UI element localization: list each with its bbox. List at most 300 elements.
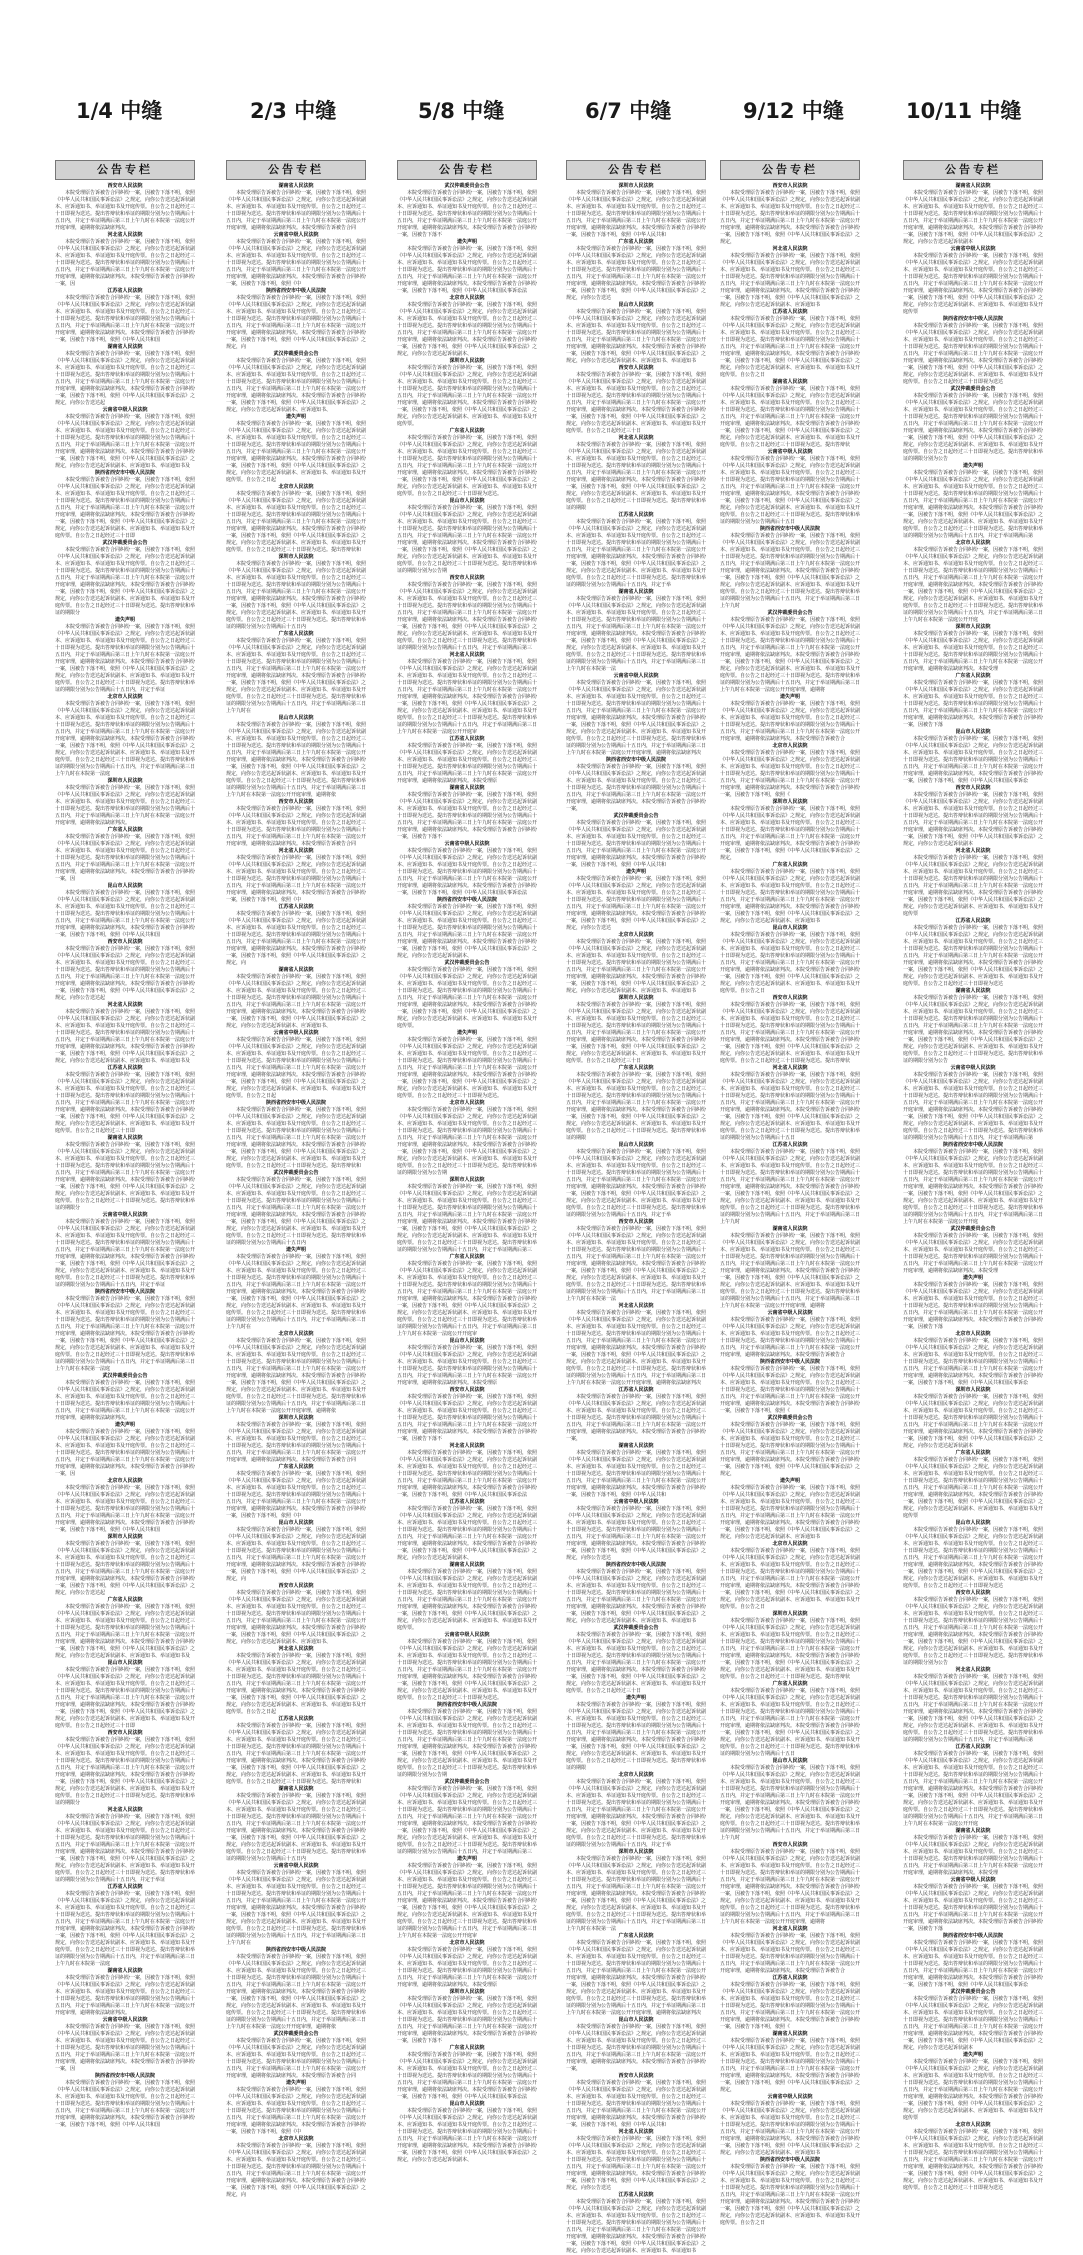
notice-paragraph: 本院受理原告诉被告合同纠纷一案，因被告下落不明，依照《中华人民共和国民事诉讼法》之规定，向你公告送达起诉状副本、应诉通知书、举证通知书及开庭传票。自公告之日起经过三十日即视为送达。提出答辩状和举证的期限分别为公告期满后十五日内，并定于举证期满后第三日上午九时在本院第一法庭公开开庭审理，逾期将依法缺席判决。本院受理原告诉被告合同纠纷一案，因被告下落不明，依照《中华人民共和国 (55, 1485, 196, 1533)
notice-paragraph: 本院受理原告诉被告合同纠纷一案，因被告下落不明，依照《中华人民共和国民事诉讼法》之规定，向你公告送达起诉状副本、应诉通知书、举证通知书及开庭传票。自公告之日起经过三十日即视为送达。提出答辩状和举证的期限分别为公告期满后十五日内，并定于举证期满后第三日上午九时在本院第一法庭公开开庭审理，逾期将依法缺席判决。本院受理原告诉被告合同纠纷一案，因被告下落不明，依照《中华人民共和国民事诉讼法》之规定，向你公告送达起诉状副本、应诉通知书、举证通知书及开庭传票。自公告之日 (720, 2164, 861, 2226)
notice-paragraph: 本院受理原告诉被告合同纠纷一案，因被告下落不明，依照《中华人民共和国民事诉讼法》之规定，向你公告送达起诉状副本、应诉通知书、举证通知书及开庭传票。自公告之日起经过三十日即视为送达。提出答辩状和举证的期限分别为公告期满后十五日内，并定于举证期满后第三日上午九时在本院第一法庭公开开庭审理，逾期将依法缺席判决。本院受理原告诉被告合同纠纷一案，因被告下落不明，依照《中华人民共和国民事诉讼法》之规定，向你公告送达起诉状副本、应诉通知书、举证通知书及开庭传票。自公告之日起经过三十日即视为送达。提出答辩状和举证的期限分别为公告 (903, 995, 1044, 1064)
notice-paragraph: 本院受理原告诉被告合同纠纷一案，因被告下落不明，依照《中华人民共和国民事诉讼法》之规定，向你公告送达起诉状副本、应诉通知书、举证通知书及开庭传票。自公告之日起经过三十日即视为送达。提出答辩状和举证的期限分别为公告期满后十五日内，并定于举证期满后第三日上午九时在本院第一法庭公开开庭审理，逾期将依法缺席判决。 (55, 1380, 196, 1421)
notice-title: 北京市人民法院 (772, 1541, 808, 1547)
notice-title: 昆山市人民法院 (772, 1758, 808, 1764)
notice-paragraph: 本院受理原告诉被告合同纠纷一案，因被告下落不明，依照《中华人民共和国民事诉讼法》之规定，向你公告送达起诉状副本、应诉通知书、举证通知书及开庭传票。自公告之日起经过三十日即视为送达。提出答辩状和举证的期限分别为公告期满后十五日内，并定于举证期满后第三日上午九时在本院第一法庭公开开庭审理，逾期将依法缺席判决。本院受理原告诉被告合同纠纷一案，因被告下落不明，依照《中华人民共和 (566, 190, 707, 238)
notice-title: 陕西省西安市中级人民法院 (436, 1702, 497, 1708)
notice-title: 河北省人民法院 (955, 1667, 991, 1673)
notice-paragraph: 本院受理原告诉被告合同纠纷一案，因被告下落不明，依照《中华人民共和国民事诉讼法》之规定，向你公告送达起诉状副本、应诉通知书、举证通知书及开庭传票。自公告之日起经过三十日即视为送达。提出答辩状和举证的期限分别为公告期满后十五日内，并定于举证期满后第三日上午九时在本院第一法庭公开开庭审理，逾期将依法缺席判决。本院受理原告诉被告合同纠纷一案，因被告下落不明，依照《中华人民共和国民事诉讼法》之规定，向你公告送达起诉状副本、应诉通知书、举证通知书及开庭传票。自公告之日起经过三十日即视为送达。提出答辩状和举证的期限分别为公告期 (397, 1709, 538, 1778)
notice-title: 西安市人民法院 (449, 1387, 485, 1393)
notice-title: 湖南省人民法院 (278, 1786, 314, 1792)
notice-paragraph: 本院受理原告诉被告合同纠纷一案，因被告下落不明，依照《中华人民共和国民事诉讼法》之规定，向你公告送达起诉状副本、应诉通知书、举证通知书及开庭传票。自公告之日起经过三十日即视为送达。提出答辩状和举证的期限分别为公告期满后十五日内，并定于举证期满后第三日上午九时在本院第一法庭公开开庭审理，逾期将依法缺席判决。本院受理原告诉被告合同纠纷一案， (566, 1394, 707, 1442)
notice-paragraph: 本院受理原告诉被告合同纠纷一案，因被告下落不明，依照《中华人民共和国民事诉讼法》之规定，向你公告送达起诉状副本、应诉通知书、举证通知书及开庭传票。自公告之日起经过三十日即视为送达。提出答辩状和举证的期限分别为公告期满后十五日内，并定于举证期满后第三日上午九时在本院第一法庭公开开庭审理，逾期将依法缺席判决。本院受理原告诉被告合同纠纷一案，因被告下落不明，依照《中华人民共和国民事诉讼法 (397, 1450, 538, 1498)
notice-title: 湖南省人民法院 (772, 2031, 808, 2037)
column-banner: 公告专栏 (397, 160, 537, 180)
notice-title: 江苏省人民法院 (618, 1387, 654, 1393)
notice-paragraph: 本院受理原告诉被告合同纠纷一案，因被告下落不明，依照《中华人民共和国民事诉讼法》之规定，向你公告送达起诉状副本、应诉通知书、举证通知书及开庭传票。自公告之日起经过三十日即视为送达。提出答辩状和举证的期限分别为公告期满后十五日内，并定于举证期满后第三日上午九时在本院第一法庭公开开庭审理，逾期将依法缺席判决。本院受理原告诉被告合同纠纷一案，因被告下落不明，依照《中华人民共和国民事诉讼法》之规定，向你公告送达起诉状副本、应诉通知书、举证通知书及开庭传票。 (397, 365, 538, 427)
notice-paragraph: 本院受理原告诉被告合同纠纷一案，因被告下落不明，依照《中华人民共和国民事诉讼法》之规定，向你公告送达起诉状副本、应诉通知书、举证通知书及开庭传票。自公告之日起经过三十日即视为送达。提出答辩状和举证的期限分别为公告期满后十五日内，并定于举证期满后第三日上午九时在本院第一法庭公开开庭审理，逾期将依法缺席判决。本院受理原告诉被告合同纠纷一案，因被告下落不明，依照《中华人民共和国民事诉讼法》之规定，向你公告送达起诉状副本、应诉通知书、举证通知书及开庭传票。自公告之日起经过三十日即视为送达。提出答辩状和举证的期限分别为公告期满后十五日内，并定于举证期满后第三日上午九时在本院第一法庭公开开庭审理，逾期将依 (226, 1338, 367, 1414)
notice-paragraph: 本院受理原告诉被告合同纠纷一案，因被告下落不明，依照《中华人民共和国民事诉讼法》之规定，向你公告送达起诉状副本、应诉通知书、举证通知书及开庭传票。自公告之日起经过三十日即视为送达。提出答辩状和举证的期限分别为公告期满后十五日内，并定于举证期满后第三日上午九时在本院第一法庭公开开庭审理，逾期将依法缺席判决。本院受理原告诉被告合同纠纷一案，因被告下落不明，依照《中华人民共和国民事诉讼法》之规定，向你公告送达起诉状副本、应诉通知书、举证通知书及开庭传票。自公告之日 (720, 316, 861, 378)
notice-title: 遗失声明 (285, 414, 306, 420)
notice-title: 广东省人民法院 (107, 827, 143, 833)
notice-title: 深圳市人民法院 (449, 1989, 485, 1995)
notice-title: 北京市人民法院 (618, 1772, 654, 1778)
notice-paragraph: 本院受理原告诉被告合同纠纷一案，因被告下落不明，依照《中华人民共和国民事诉讼法》之规定，向你公告送达起诉状副本、应诉通知书、举证通知书及开庭传票。自公告之日起经过三十日即视为送达。提出答辩状和举证的期限分别为公告期满后十五日内，并定于举证期满后第三日上午九时在本院第一法庭公开开庭审理，逾期将依法缺席判决。本院受理原告诉被告合同纠纷一案，因被告下落不明，依照《中华人民共和国民事诉讼法》之规定，向你公告送达起诉状副本、应诉通知书、举证通知书及开庭传票。自公告之日起经过三十日即视为送达。提出答辩状和举证的期限分别为公告期满后十五日内，并定于举证期满后第三日上午九时 (720, 533, 861, 609)
notice-title: 河北省人民法院 (107, 1002, 143, 1008)
notice-paragraph: 本院受理原告诉被告合同纠纷一案，因被告下落不明，依照《中华人民共和国民事诉讼法》之规定，向你公告送达起诉状副本、应诉通知书、举证通知书及开庭传票。自公告之日起经过三十日即视为送达。提出答辩状和举证的期限分别为公告期满后十五日内，并定于举证期满后第三日上午九时在本院第一法庭公开开庭审理，逾期将依法缺席判决。本院受理原告诉被告合同纠纷一案，因被告下落不明，依照《中华人民共和国民事诉讼法》之规定，向你公告送达起诉状副本、应诉通知书、举证通知书及开庭传票。自公告之日起经过三十日即视为送达。提出答辩状和举证的期限分别为公告期满后十五日内，并定于举证期满后第三日上午九时在本院第一法庭公开开庭审理，逾期将依法缺席判决 (566, 1940, 707, 2016)
notice-title: 遗失声明 (456, 239, 477, 245)
notice-paragraph: 本院受理原告诉被告合同纠纷一案，因被告下落不明，依照《中华人民共和国民事诉讼法》之规定，向你公告送达起诉状副本、应诉通知书、举证通知书及开庭传票。自公告之日起经过三十日即视为送达。提出答辩状和举证的期限分别为公告期满后十五日内，并定于举证期满后第三日上午九时在本院第一法庭公开开庭审理，逾期将依法缺席判决。本院受理原告诉被告合 (720, 1933, 861, 1974)
notice-body (903, 183, 1044, 2191)
notice-title: 河北省人民法院 (278, 848, 314, 854)
notice-title: 云南省中级人民法院 (950, 1877, 996, 1883)
notice-title: 江苏省人民法院 (955, 1744, 991, 1750)
notice-paragraph: 本院受理原告诉被告合同纠纷一案，因被告下落不明，依照《中华人民共和国民事诉讼法》之规定，向你公告送达起诉状副本、应诉通知书、举证通知书及开庭传票。自公告之日起经过三十日即视为送达。提出答辩状和举证的期限分别为公告期满后十五日内，并定于举证期满后第三日上午九时在本院第一法庭公开开庭审理，逾期将依法缺席判决。本院受理原告诉被告合同纠纷一案，因被告下落不明，依照《中华人民共和国民事诉讼法》之规定， (720, 806, 861, 861)
notice-paragraph: 本院受理原告诉被告合同纠纷一案，因被告下落不明，依照《中华人民共和国民事诉讼法》之规定，向你公告送达起诉状副本、应诉通知书、举证通知书及开庭传票。自公告之日起经过三十日即视为送达。提出答辩状和举证的期限分别为公告期满后十五日内，并定于举证期满后第三日上午九时在本院第一法庭公开开庭审理，逾期将依法缺席判决。本院受理原告诉被告合同纠纷一案，因被告下落不明，依照《中华人民共和国民事诉讼法》之规定，向你公告送达 (566, 246, 707, 301)
notice-paragraph: 本院受理原告诉被告合同纠纷一案，因被告下落不明，依照《中华人民共和国民事诉讼法》之规定，向你公告送达起诉状副本、应诉通知书、举证通知书及开庭传票。自公告之日起经过三十日即视为送达。提出答辩状和举证的期限分别为公告期满后十五日内，并定于举证期满后第三日上午九时在本院第一法庭公开开庭审理，逾期将依法缺席判决。本院受理原告诉被告合同纠纷一案，因被告下落不明，依照《中华人民共和国民事诉讼法》之规定，向你公告送达起诉状副本、应诉通知书、举证通知书及开庭传票。自公告之日起经过三十日即视为送达。提出答辩状和举证的期限 (566, 442, 707, 511)
notice-title: 河北省人民法院 (772, 1065, 808, 1071)
notice-paragraph: 本院受理原告诉被告合同纠纷一案，因被告下落不明，依照《中华人民共和国民事诉讼法》之规定，向你公告送达起诉状副本、应诉通知书、举证通知书及开庭传票。自公告之日起经过三十日即视为送达。提出答辩状和举证的期限分别为公告期满后十五日内，并定于举证期满后第三日上午九时在本院第一法庭公开开庭审理，逾期将依法缺席判决。本院受理原告诉被告合同纠纷一案，因被告下落不明，依照《中华人民共和国民事诉讼法》之规定，向你公告送达 (566, 2136, 707, 2191)
notice-title: 云南省中级人民法院 (102, 2017, 148, 2023)
notice-paragraph: 本院受理原告诉被告合同纠纷一案，因被告下落不明，依照《中华人民共和国民事诉讼法》之规定，向你公告送达起诉状副本、应诉通知书、举证通知书及开庭传票。自公告之日起经过三十日即视为送达。提出答辩状和举证的期限分别为公告期满后十五日内，并定于举证期满后第三日上午九时在本院第一法庭公开开庭审理，逾期将依法缺席判决。本院受理原告诉被告合同纠纷一案，因被告下落不明，依照《中华人民共和国民事诉讼法》之规定，向你公告送达起诉状副本、应诉通知书、举证通知书及开庭传票。自公告之日起经过三十日即视为送达。提出答辩状和举证的期限分别为公告期满后十五日内，并定于举 (566, 519, 707, 588)
notice-paragraph: 本院受理原告诉被告合同纠纷一案，因被告下落不明，依照《中华人民共和国民事诉讼法》之规定，向你公告送达起诉状副本、应诉通知书、举证通知书及开庭传票。自公告之日起经过三十日即视为送达。提出答辩状和举证的期限分别为公告期满后十五日内，并定于举证期满后第三日上午九时在本院第一法庭公开开庭审理，逾期将依法缺席判决。本院受理原告诉被告合同纠纷一案，因被告下落不明，依照《中华人民共和国民事诉讼法》之规定，向你公告送达起诉状副本、应诉通知书、举证通知书 (566, 939, 707, 994)
notice-title: 广东省人民法院 (278, 1464, 314, 1470)
notice-title: 西安市人民法院 (955, 785, 991, 791)
notice-paragraph: 本院受理原告诉被告合同纠纷一案，因被告下落不明，依照《中华人民共和国民事诉讼法》之规定，向你公告送达起诉状副本、应诉通知书、举证通知书及开庭传票。自公告之日起经过三十日即视为送达。提出答辩状和举证的期限分别为公告期满后十五日内，并定于举证期满后第三日上午九时在本院第一法庭公开开庭审理，逾期将依法缺席判决。本院受理 (903, 1233, 1044, 1274)
notice-title: 西安市人民法院 (278, 799, 314, 805)
notice-title: 江苏省人民法院 (107, 288, 143, 294)
notice-paragraph: 本院受理原告诉被告合同纠纷一案，因被告下落不明，依照《中华人民共和国民事诉讼法》之规定，向你公告送达起诉状副本、应诉通知书、举证通知书及开庭传票。自公告之日起经过三十日即视为送达。提出答辩状和举证的期限分别为公告期满后十五日内，并定于举证期满后第三日上午九时在本院第一法庭公开开庭审理，逾期将依法缺席判决。本院受理原告诉被告合同纠纷一案，因被告下落不明，依照《中华人民共和国民事诉讼法》之规定，向你公告送达起诉状副本 (903, 1996, 1044, 2051)
notice-paragraph: 本院受理原告诉被告合同纠纷一案，因被告下落不明，依照《中华人民共和国民事诉讼法》之规定，向你公告送达起诉状副本、应诉通知书、举证通知书及开庭传票。自公告之日起经过三十日即视为送达。提出答辩状和举证的期限分别为公告期满后十五日内，并定于举证期满后第三日上午九时在本院第一法庭公开开庭审理，逾期将依法缺席判决。本院受理原告诉被告合同纠纷一案，因被告下落不明，依照《中华人民共和国民事诉讼法》之规定，向你公告送达起诉状副本、应诉通知书、举证通知书及开庭传票 (903, 1457, 1044, 1519)
notice-paragraph: 本院受理原告诉被告合同纠纷一案，因被告下落不明，依照《中华人民共和国民事诉讼法》之规定，向你公告送达起诉状副本、应诉通知书、举证通知书及开庭传票。自公告之日起经过三十日即视为送达。提出答辩状和举证的期限分别为公告期满后十五日内，并定于举证期满后第三日上午九时在本院第一法庭公开开庭审理，逾期将依法缺席判决。本院受理原告诉被告合同纠纷一案， (566, 2024, 707, 2072)
notice-title: 陕西省西安市中级人民法院 (436, 897, 497, 903)
notice-paragraph: 本院受理原告诉被告合同纠纷一案，因被告下落不明，依照《中华人民共和国民事诉讼法》之规定，向你公告送达起诉状副本、应诉通知书、举证通知书及开庭传票。自公告之日起经过三十日即视为送达。提出答辩状和举证的期限分别为公告期满后十五日内，并定于举证期满后第三日上午九时在本院第一法庭公开开庭审理，逾期将依法缺席判决。本院受理原告诉被告合同纠纷一案，因被告下落不明，依照《中华人民共和国民事诉讼法》之规定，向 (226, 911, 367, 966)
notice-paragraph: 本院受理原告诉被告合同纠纷一案，因被告下落不明，依照《中华人民共和国民事诉讼法》之规定，向你公告送达起诉状副本、应诉通知书、举证通知书及开庭传票。自公告之日起经过三十日即视为送达。提出答辩状和举证的期限分别为公告期满后十五日内，并定于举证期满后第三日上午九时在本院第一法庭公开开庭审理，逾期将依法缺席判决。本院受理原告诉被告合同纠纷一案，因被告下落不明，依照《中华人民共和国民事诉讼法》之规定，向你公告送达起诉状副本、应诉通知书、举证通知书及开庭传票。自公告之日起经过三十日即视为送达。 (397, 1037, 538, 1099)
notice-paragraph: 本院受理原告诉被告合同纠纷一案，因被告下落不明，依照《中华人民共和国民事诉讼法》之规定，向你公告送达起诉状副本、应诉通知书、举证通知书及开庭传票。自公告之日起经过三十日即视为送达。提出答辩状和举证的期限分别为公告期满后十五日内，并定于举证期满后第三日上午九时在本院第一法庭公开开庭审理，逾期将依法缺席判决。本院受理原告诉被告合同纠纷一案，因被告下落不明，依照《中华人民共和国民事诉讼 (903, 1940, 1044, 1988)
notice-title: 遗失声明 (625, 869, 646, 875)
notice-paragraph: 本院受理原告诉被告合同纠纷一案，因被告下落不明，依照《中华人民共和国民事诉讼法》之规定，向你公告送达起诉状副本、应诉通知书、举证通知书及开庭传票。自公告之日起经过三十日即视为送达。提出答辩状和举证的期限分别为公告期满后十五日内，并定于举证期满后第三日上午九时在本院第一法庭公开开庭审理，逾期将依法缺席判决。本院受理原告诉被告合同纠纷一案，因被告下落不明，依照《中华人民共和国民事诉讼法》之规定，向你公告送达起诉状副本、应诉通知书、举证通知书及开庭传票。自公告之日起经过三十日即视为送达 (903, 1527, 1044, 1589)
notice-title: 深圳市人民法院 (772, 1611, 808, 1617)
notice-paragraph: 本院受理原告诉被告合同纠纷一案，因被告下落不明，依照《中华人民共和国民事诉讼法》之规定，向你公告送达起诉状副本、应诉通知书、举证通知书及开庭传票。自公告之日起经过三十日即视为送达。提出答辩状和举证的期限分别为公告期满后十五日内，并定于举证期满后第三日上午九时在本院第一法庭公开开庭审理，逾期将依法缺席判决。本院受理原告诉被告合同 (226, 806, 367, 847)
notice-title: 河北省人民法院 (618, 435, 654, 441)
notice-title: 广东省人民法院 (449, 1254, 485, 1260)
notice-paragraph: 本院受理原告诉被告合同纠纷一案，因被告下落不明，依照《中华人民共和国民事诉讼法》之规定，向你公告送达起诉状副本、应诉通知书、举证通知书及开庭传票。自公告之日起经过三十日即视为送达。提出答辩状和举证的期限分别为公告期满后十五日内，并定于举证期满后第三日上午九时在本院第一法庭公开开庭审理，逾期将依法缺席判决。本院受理原告诉被告合同纠纷一案，因被告下落不明，依照《中华人民共和国民事诉讼法》之规定，向你公告送达起诉状副本、应诉通知书、举证通知书及开庭传票。自公告之日起经过三十日即视为送达。提出答辩状和举证的期限分别为公告期 (397, 505, 538, 574)
notice-column-3 (397, 160, 538, 2163)
notice-title: 昆山市人民法院 (772, 925, 808, 931)
notice-title: 湖南省人民法院 (107, 344, 143, 350)
notice-title: 昆山市人民法院 (618, 302, 654, 308)
notice-column-5 (720, 160, 861, 2226)
notice-paragraph: 本院受理原告诉被告合同纠纷一案，因被告下落不明，依照《中华人民共和国民事诉讼法》之规定，向你公告送达起诉状副本、应诉通知书、举证通知书及开庭传票。自公告之日起经过三十日即视为送达。提出答辩状和举证的期限分别为公告期满后十五日内，并定于举证期满后第三日上午九时在本院第一法庭公开开庭审理，逾期将依法缺席判决。本院受理原告诉被告合同纠纷一案，因被告下落不明，依照《中华人民共和国民事诉讼法》之规定，向 (226, 2143, 367, 2198)
notice-paragraph: 本院受理原告诉被告合同纠纷一案，因被告下落不明，依照《中华人民共和国民事诉讼法》之规定，向你公告送达起诉状副本、应诉通知书、举证通知书及开庭传票。自公告之日起经过三十日即视为送达。提出答辩状和举证的期限分别为公告期满后十五日内，并定于举证期满后第三日上午九时在本院第一法庭公开开庭审理，逾期将依法缺席判决。本院受理原告诉被告合同纠纷一案，因被告下落不明，依照《中华人民共和国民事诉讼法》之规定，向你公告送达起诉状副本、应诉通知书、举证通知书及 (55, 1604, 196, 1659)
notice-title: 武汉仲裁委员会公告 (273, 2031, 319, 2037)
notice-paragraph: 本院受理原告诉被告合同纠纷一案，因被告下落不明，依照《中华人民共和国民事诉讼法》之规定，向你公告送达起诉状副本、应诉通知书、举证通知书及开庭传票。自公告之日起经过三十日即视为送达。提出答辩状和举证的期限分别为公告期满后十五日内，并定于举证期满后第三日上午九时在本院第一法庭公开开庭审理，逾期将依法缺席判决。本院受理原告诉被告合 (720, 1317, 861, 1358)
notice-title: 西安市人民法院 (618, 1219, 654, 1225)
column-banner: 公告专栏 (720, 160, 860, 180)
notice-paragraph: 本院受理原告诉被告合同纠纷一案，因被告下落不明，依照《中华人民共和国民事诉讼法》之规定，向你公告送达起诉状副本、应诉通知书、举证通知书及开庭传票。自公告之日起经过三十日即视为送达。提出答辩状和举证的期限分别为公告期满后十五日内，并定于举证期满后第三日上午九时在本院第一法庭公开开庭审理，逾期将依法缺席判决。本院受理原告诉被告合同纠纷一案，因被告下落不明，依照《中华人民共和国民事诉讼法》之规定，向你公告送达起诉状副本、应诉通知书、举证通知书及开庭传票。自公告之日起 (226, 1653, 367, 1715)
notice-title: 云南省中级人民法院 (444, 1632, 490, 1638)
notice-paragraph: 本院受理原告诉被告合同纠纷一案，因被告下落不明，依照《中华人民共和国民事诉讼法》之规定，向你公告送达起诉状副本、应诉通知书、举证通知书及开庭传票。自公告之日起经过三十日即视为送达。提出答辩状和举证的期限分别为公告期满后十五日内，并定于举证期满后第三日上午九时在本院第一法庭公开开庭审理，逾期将依法缺席判决。本院受理原告诉被告合同纠纷一案，因被告下落不明，依照《中华人民共和国民事诉讼法》之规定，向你公告送达起诉状副本、应诉通知书、举证通知书及开庭传票 (903, 2059, 1044, 2121)
notice-title: 深圳市人民法院 (278, 554, 314, 560)
notice-paragraph: 本院受理原告诉被告合同纠纷一案，因被告下落不明，依照《中华人民共和国民事诉讼法》之规定，向你公告送达起诉状副本、应诉通知书、举证通知书及开庭传票。自公告之日起经过三十日即视为送达。提出答辩状和举证的期限分别为公告期满后十五日内，并定于举证期满后第三日上午九时在本院第一法庭公开开庭审理，逾期将依法缺席判决。本院受理原告诉被告合同纠纷一案，因被告下落不明，依照《中华人民共和国民事诉讼法》之规定，向你公告送达起诉状副本、应诉通知书 (720, 2101, 861, 2156)
notice-paragraph: 本院受理原告诉被告合同纠纷一案，因被告下落不明，依照《中华人民共和国民事诉讼法》之规定，向你公告送达起诉状副本、应诉通知书、举证通知书及开庭传票。自公告之日起经过三十日即视为送达。提出答辩状和举证的期限分别为公告期满后十五日内，并定于举证期满后第三日上午九时在本院第一法庭公开开庭审理，逾期将依法缺席判决。本院受理原告诉被告合同纠纷一案，因被告下落不明，依照《中华人民共和国民事诉讼法》之规定，向你公告送达起诉状副本、应诉通知书、举证通知书及开庭传票。自公告之日起经过三十日即视为送达。提出答辩状和举证的期限分 (55, 1142, 196, 1211)
notice-title: 深圳市人民法院 (618, 995, 654, 1001)
notice-paragraph: 本院受理原告诉被告合同纠纷一案，因被告下落不明，依照《中华人民共和国民事诉讼法》之规定，向你公告送达起诉状副本、应诉通知书、举证通知书及开庭传票。自公告之日起经过三十日即视为送达。提出答辩状和举证的期限分别为公告期满后十五日内，并定于举证期满后第三日上午九时在本院第一法庭公开开庭审理，逾期将依法缺席判决。本院受理原告诉被告合同纠纷一案，因被告下落不明，依照《中华人民共和国民事诉讼法》之规定，向你公告送达起诉状副本、应诉通知书、举证通知书 (566, 1569, 707, 1624)
notice-title: 江苏省人民法院 (772, 309, 808, 315)
notice-paragraph: 本院受理原告诉被告合同纠纷一案，因被告下落不明，依照《中华人民共和国民事诉讼法》之规定，向你公告送达起诉状副本、应诉通知书、举证通知书及开庭传票。自公告之日起经过三十日即视为送达。提出答辩状和举证的期限分别为公告期满后十五日内，并定于举证期满后第三日上午九时在本院第一法庭公开开庭审理，逾期将依法缺席判决。本院受理原告诉被告合同纠纷一案，因被告下落不明，依照《中华人民共和国民事诉讼法》之规定，向你公告送达起诉状副本、应诉通知书、举证通知书及开庭传票。自公告之日起经过三十日即视为送达。提出答辩状和举证的期限分别为公告期满后十五日内，并定于举证期满后第三日上午九时在本院第一法庭公开开庭审理，逾期将依 (226, 722, 367, 798)
notice-paragraph: 本院受理原告诉被告合同纠纷一案，因被告下落不明，依照《中华人民共和国民事诉讼法》之规定，向你公告送达起诉状副本、应诉通知书、举证通知书及开庭传票。自公告之日起经过三十日即视为送达。提出答辩状和举证的期限分别为公告期满后十五日内，并定于举证期满后第三日上午九时在本院第一法庭公开开庭审理，逾期将依法缺席判决。本院受理原告诉被告合同纠纷一案，因被告下落不明，依照《中华人民共和国民事诉讼法》之规定，向你公告送达起诉状副本、应诉通知书、举证通知书及开庭传票。自公告之日起经过三十日即视为送达。提出答辩状和举证的期限分别为公告期满后十五日内，并定于举证期满后第三日上午九时在本院第一法庭公开开庭审 (397, 1261, 538, 1337)
notice-title: 昆山市人民法院 (955, 729, 991, 735)
column-banner: 公告专栏 (566, 160, 706, 180)
notice-title: 云南省中级人民法院 (767, 2094, 813, 2100)
notice-title: 深圳市人民法院 (107, 1534, 143, 1540)
notice-title: 武汉仲裁委员会公告 (273, 351, 319, 357)
notice-title: 陕西省西安市中级人民法院 (265, 288, 326, 294)
notice-title: 陕西省西安市中级人民法院 (759, 2157, 820, 2163)
notice-paragraph: 本院受理原告诉被告合同纠纷一案，因被告下落不明，依照《中华人民共和国民事诉讼法》之规定，向你公告送达起诉状副本、应诉通知书、举证通知书及开庭传票。自公告之日起经过三十日即视为送达。提出答辩状和举证的期限分别为公告期满后十五日内，并定于举证期满后第三日上午九时在本院第一法庭公开开庭审理，逾期将依法缺席判决。本院受理原告诉被告合同纠纷一案，因被告下落不明，依照《中华人民共和国民事诉讼法》之规定，向你公告送达起诉状副本、应诉通知书、举证通知书及 (55, 414, 196, 469)
notice-paragraph: 本院受理原告诉被告合同纠纷一案，因被告下落不明，依照《中华人民共和国民事诉讼法》之规定，向你公告送达起诉状副本、应诉通知书、举证通知书及开庭传票。自公告之日起经过三十日即视为送达。提出答辩状和举证的期限分别为公告期满后十五日内，并定于举证期满后第三日上午九时在本院第一法庭公开开庭审理，逾期将依法缺席判决。本院受理原告诉被告合同纠纷一案，因被告下落不明，依照《中华人民共和国民事诉讼法》之规定，向你公告送达起诉状副本、应诉通知书、举证通知书及开庭传票。自公告之日起经过三十日即视为送达。提出答辩状和举证的期限分别为公告期满后十五日内，并定于举证期满后第 (903, 1072, 1044, 1141)
notice-title: 云南省中级人民法院 (950, 1065, 996, 1071)
notice-paragraph: 本院受理原告诉被告合同纠纷一案，因被告下落不明，依照《中华人民共和国民事诉讼法》之规定，向你公告送达起诉状副本、应诉通知书、举证通知书及开庭传票。自公告之日起经过三十日即视为送达。提出答辩状和举证的期限分别为公告期满后十五日内，并定于举证期满后第三日上午九时在本院第一法庭公开开庭审理，逾期将依法缺席判决。本院受理原告诉被告合同纠纷一案，因被告下落不明，依照《中华人民共和国民事诉讼法》之规定，向你公告送达起诉状副本、应诉通知书、举证通知书及开庭传票。自公告之日起经过三十日即视为送达。 (397, 435, 538, 497)
notice-title: 河北省人民法院 (618, 2129, 654, 2135)
notice-paragraph: 本院受理原告诉被告合同纠纷一案，因被告下落不明，依照《中华人民共和国民事诉讼法》之规定，向你公告送达起诉状副本、应诉通知书、举证通知书及开庭传票。自公告之日起经过三十日即视为送达。提出答辩状和举证的期限分别为公告期满后十五日内，并定于举证期满后第三日上午九时在本院第一法庭公开开庭审理，逾期将依法缺席判决。本院受理原告诉被告合同纠纷一案，因被告下落不明，依照《中华人民共和国民事诉讼法》之规定，向你公告送达起诉状副本、应诉通知书、举证通知书及开庭传票。自公告之日起经过三十日即视为送达。提出答辩状和举证的期限分别为公告期满后十五日内，并定于举证期满后第三日上午九时在本院第一法庭公开开庭审理，逾期将依法缺席判决 (566, 680, 707, 756)
column-heading-3: 5/8 中缝 (418, 99, 505, 123)
notice-paragraph: 本院受理原告诉被告合同纠纷一案，因被告下落不明，依照《中华人民共和国民事诉讼法》之规定，向你公告送达起诉状副本、应诉通知书、举证通知书及开庭传票。自公告之日起经过三十日即视为送达。提出答辩状和举证的期限分别为公告期满后十五日内，并定于举证期满后第三日上午九时在本院第一法庭公开开庭审理，逾期将依法缺席判决。本院受理原告诉被告合同纠纷一案，因被告下落不明，依照《中华人民共和 (566, 1450, 707, 1498)
notice-title: 云南省中级人民法院 (273, 232, 319, 238)
notice-paragraph: 本院受理原告诉被告合同纠纷一案，因被告下落不明，依照《中华人民共和国民事诉讼法》之规定，向你公告送达起诉状副本、应诉通知书、举证通知书及开庭传票。自公告之日起经过三十日即视为送达。提出答辩状和举证的期限分别为公告期满后十五日内，并定于举证期满后第三日上午九时在本院第一法庭公开开庭审理，逾期将依法缺席判决。本院受理原告诉被告合同纠纷一案，因被告下落不明，依照《中华人民共和国民事诉讼法》之规定，向你公告送达起诉状副本、应诉通知书、举证通知书及开庭传票。自公告之日起经过三十日即视为送达。提出答辩状和举证的期限分别为公告 (903, 1597, 1044, 1666)
notice-title: 陕西省西安市中级人民法院 (94, 1289, 155, 1295)
notice-paragraph: 本院受理原告诉被告合同纠纷一案，因被告下落不明，依照《中华人民共和国民事诉讼法》之规定，向你公告送达起诉状副本、应诉通知书、举证通知书及开庭传票。自公告之日起经过三十日即视为送达。提出答辩状和举证的期限分别为公告期满后十五日内，并定于举证期满后第三日上午九时在本院第一法庭公开开庭审理，逾期将依法缺席判决。本院受理原告诉被告合同纠纷一案，因被告下落不明，依照《中 (226, 239, 367, 287)
notice-title: 遗失声明 (962, 2052, 983, 2058)
notice-title: 河北省人民法院 (955, 848, 991, 854)
notice-title: 湖南省人民法院 (278, 183, 314, 189)
notice-title: 陕西省西安市中级人民法院 (759, 1359, 820, 1365)
notice-title: 江苏省人民法院 (955, 918, 991, 924)
notice-paragraph: 本院受理原告诉被告合同纠纷一案，因被告下落不明，依照《中华人民共和国民事诉讼法》之规定，向你公告送达起诉状副本、应诉通知书、举证通知书及开庭传票。自公告之日起经过三十日即视为送达。提出答辩状和举证的期限分别为公告期满后十五日内，并定于举证期满后第三日上午九时在本院第一法庭公开开庭审理，逾期将依法缺席判决。本院受理原告诉被告合同纠纷一案，因被告下落不明，依照《中华人民共和国民事诉讼法》之规定，向你公告送达起诉状副本、应诉通知书、举证通知书及开庭传票。自公告之日起经过三十日即视为送达。提出答辩状和举证的期限分别为公告期满后十五日内，并定于举证期满后第三日上午九时 (720, 1149, 861, 1225)
notice-paragraph: 本院受理原告诉被告合同纠纷一案，因被告下落不明，依照《中华人民共和国民事诉讼法》之规定，向你公告送达起诉状副本、应诉通知书、举证通知书及开庭传票。自公告之日起经过三十日即视为送达。提出答辩状和举证的期限分别为公告期满后十五日内，并定于举证期满后第三日上午九时在本院第一法庭公开开庭审理，逾期将依法缺席判决。本院受理原告诉被告合同纠纷一案，因被告下落不明，依照《中华人民共和国民事诉讼法》之规定，向你公告送达起诉状副本、应诉通知书、举证通知书及开庭传票。自公告之日起经过三十日即 (55, 477, 196, 539)
notice-title: 广东省人民法院 (772, 862, 808, 868)
notice-title: 陕西省西安市中级人民法院 (265, 1100, 326, 1106)
notice-paragraph: 本院受理原告诉被告合同纠纷一案，因被告下落不明，依照《中华人民共和国民事诉讼法》之规定，向你公告送达起诉状副本、应诉通知书、举证通知书及开庭传票。自公告之日起经过三十日即视为送达。提出答辩状和举证的期限分别为公告期满后十五日内，并定于举证期满后第三日上午九时在本院第一法庭公开开庭审理，逾期将依法缺席判决。本院受理原告诉被告合同纠纷一案，因被告下落不 (397, 1996, 538, 2044)
notice-paragraph: 本院受理原告诉被告合同纠纷一案，因被告下落不明，依照《中华人民共和国民事诉讼法》之规定，向你公告送达起诉状副本、应诉通知书、举证通知书及开庭传票。自公告之日起经过三十日即视为送达。提出答辩状和举证的期限分别为公告期满后十五日内，并定于举证期满后第三日上午九时在本院第一法庭公开开庭审理，逾期将依法缺席判决。本院受理原告诉被告合同纠纷一案，因被告下落 (903, 680, 1044, 728)
notice-paragraph: 本院受理原告诉被告合同纠纷一案，因被告下落不明，依照《中华人民共和国民事诉讼法》之规定，向你公告送达起诉状副本、应诉通知书、举证通知书及开庭传票。自公告之日起经过三十日即视为送达。提出答辩状和举证的期限分别为公告期满后十五日内，并定于举证期满后第三日上午九时在本院第一法庭公开开庭审理，逾期将依法缺席判决。本院受理原 (397, 743, 538, 784)
notice-title: 北京市人民法院 (618, 932, 654, 938)
notice-title: 遗失声明 (779, 1478, 800, 1484)
notice-title: 遗失声明 (114, 1422, 135, 1428)
notice-title: 昆山市人民法院 (449, 498, 485, 504)
notice-title: 武汉仲裁委员会公告 (767, 610, 813, 616)
notice-title: 武汉仲裁委员会公告 (950, 386, 996, 392)
notice-paragraph: 本院受理原告诉被告合同纠纷一案，因被告下落不明，依照《中华人民共和国民事诉讼法》之规定，向你公告送达起诉状副本、应诉通知书、举证通知书及开庭传票。自公告之日起经过三十日即视为送达。提出答辩状和举证的期限分别为公告期满后十五日内，并定于举证期满后第三日上午九时在本院第一法庭公开开庭审理，逾期将依法缺席判决。本院受理原告诉被告合同纠纷一案，因被告下落不明，依照《中华人民共和国民事诉讼法》之规定，向你公告送达起诉状副本、应诉通知书、举证通知书及开庭传票。自公告之日起经过三十日即视为送达。提出答辩状和举证的期限分别为公告期满后十五日内，并定于举证期满后第 (903, 1674, 1044, 1743)
notice-title: 武汉仲裁委员会公告 (102, 1373, 148, 1379)
notice-title: 深圳市人民法院 (772, 799, 808, 805)
notice-title: 北京市人民法院 (955, 1331, 991, 1337)
notice-paragraph: 本院受理原告诉被告合同纠纷一案，因被告下落不明，依照《中华人民共和国民事诉讼法》之规定，向你公告送达起诉状副本、应诉通知书、举证通知书及开庭传票。自公告之日起经过三十日即视为送达。提出答辩状和举证的期限分别为公告期满后十五日内，并定于举证期满后第三日上午九时在本院第一法庭公开开庭审理，逾期将依法缺席判决。本院受理原告诉被告合同纠纷一案，因被告下落不明，依照《中华人民共和国民事诉讼法》之规定，向你公告送达起诉状副本、应诉通知书、举证通知书及开庭传票。自公告之日起经过三十日即视为送达。提出答辩状 (720, 1002, 861, 1064)
notice-title: 陕西省西安市中级人民法院 (94, 2073, 155, 2079)
notice-title: 江苏省人民法院 (449, 736, 485, 742)
notice-title: 深圳市人民法院 (618, 1849, 654, 1855)
notice-title: 云南省中级人民法院 (613, 1499, 659, 1505)
notice-paragraph: 本院受理原告诉被告合同纠纷一案，因被告下落不明，依照《中华人民共和国民事诉讼法》之规定，向你公告送达起诉状副本、应诉通知书、举证通知书及开庭传票。自公告之日起经过三十日即视为送达。提出答辩状和举证的期限分别为公告期满后十五日内，并定于举证期满后第三日上午九时在本院第一法庭公开开庭审理，逾期将依法缺席判决。本院受理原告诉被告合同纠纷一案，因被告下落不明，依照《中华人民共和国民事诉讼法》之规定，向你公告送达起诉状副本、应诉通知书、举证通知书及开庭传票。自公告之日起经过三十日即视为送达。提出答辩状和举证的期限分别为公告期满后十五日内，并定于举证期满后第三日上午九时在本院第一法庭公开开庭 (903, 1149, 1044, 1225)
notice-paragraph: 本院受理原告诉被告合同纠纷一案，因被告下落不明，依照《中华人民共和国民事诉讼法》之规定，向你公告送达起诉状副本、应诉通知书、举证通知书及开庭传票。自公告之日起经过三十日即视为送达。提出答辩状和举证的期限分别为公告期满后十五日内，并定于举证期满后第三日上午九时在本院第一法庭公开开庭审理，逾期将依法缺席判决。本院受理原告诉被告合同纠纷一案，因被告下落不明，依照《中华人民共和国民事诉讼法》之规定，向你公告送达起诉状副本、应诉通知书、举证通知书及开庭传票。自公告之日起经过三十日即视为送达。提出答辩状和 (226, 491, 367, 553)
notice-title: 西安市人民法院 (449, 575, 485, 581)
notice-paragraph: 本院受理原告诉被告合同纠纷一案，因被告下落不明，依照《中华人民共和国民事诉讼法》之规定，向你公告送达起诉状副本、应诉通知书、举证通知书及开庭传票。自公告之日起经过三十日即视为送达。提出答辩状和举证的期限分别为公告期满后十五日内，并定于举证期满后第三日上午九时在本院第一法庭公开开庭审理，逾期将依法缺席判决。本院受理原告诉被告合同纠纷一案，因被告下落不明，依照《中华人民共和国民事诉讼法》之规定，向你公告送达起诉状副本、应诉通知书、举证通知书及开庭传票。自公告之日起经过三十日即视为送达。提出答辩状和举证的期限分别为公告期满后十五日内 (226, 1177, 367, 1246)
notice-title: 武汉仲裁委员会公告 (273, 1170, 319, 1176)
notice-title: 北京市人民法院 (449, 295, 485, 301)
column-heading-5: 9/12 中缝 (743, 99, 844, 123)
notice-title: 江苏省人民法院 (618, 2192, 654, 2198)
notice-title: 遗失声明 (456, 1856, 477, 1862)
notice-title: 云南省中级人民法院 (102, 1212, 148, 1218)
notice-title: 湖南省人民法院 (278, 967, 314, 973)
notice-title: 遗失声明 (456, 1030, 477, 1036)
column-banner: 公告专栏 (226, 160, 366, 180)
notice-paragraph: 本院受理原告诉被告合同纠纷一案，因被告下落不明，依照《中华人民共和国民事诉讼法》之规定，向你公告送达起诉状副本、应诉通知书、举证通知书及开庭传票。自公告之日起经过三十日即视为送达。提出答辩状和举证的期限分别为公告期满后十五日内，并定于举证期满后第三日上午九时在本院第一法庭公开开庭审理，逾期将依法缺席判决。本院受理原告诉被告合同纠纷一案，因被告下落不明，依照《中华人民共和国民事诉讼法》之规定，向你公告送达起诉状副本、应诉通知书、举证通知书及开庭传票。自公告之日起经过三十日即视为送达。提出答辩状和举证的期限分别为公告期满后十五日 (720, 1072, 861, 1141)
notice-paragraph: 本院受理原告诉被告合同纠纷一案，因被告下落不明，依照《中华人民共和国民事诉讼法》之规定，向你公告送达起诉状副本、应诉通知书、举证通知书及开庭传票。自公告之日起经过三十日即视为送达。提出答辩状和举证的期限分别为公告期满后十五日内，并定于举证期满后第三日上午九时在本院第一法庭公开开庭审理，逾期将依法缺席判决。本院受理原告诉被告合同纠纷一案，因被告下落不明，依照《中华人民共和国民事诉讼法》之规定，向你公告送达起诉状副本、应诉通知书、举证通知书及开庭传票。自公告之日起经过三十日即视为送达。提出答辩状和举证的期限分别为公告期满后十五日内，并定于举证期满后第三日上午九时在本院第一法庭公开开庭审理，逾期将 (720, 617, 861, 693)
notice-title: 云南省中级人民法院 (767, 449, 813, 455)
notice-paragraph: 本院受理原告诉被告合同纠纷一案，因被告下落不明，依照《中华人民共和国民事诉讼法》之规定，向你公告送达起诉状副本、应诉通知书、举证通知书及开庭传票。自公告之日起经过三十日即视为送达。提出答辩状和举证的期限分别为公告期满后十五日内，并定于举证期满后第三日上午九时在本院第一法庭公开开庭审理，逾期将依法缺席判决。本院受理原告诉被告合同纠纷一案，因被告下落不明，依照《中华人民共和国民事诉讼法》之规定， (720, 190, 861, 245)
notice-title: 昆山市人民法院 (618, 1142, 654, 1148)
notice-paragraph: 本院受理原告诉被告合同纠纷一案，因被告下落不明，依照《中华人民共和国民事诉讼法》之规定，向你公告送达起诉状副本、应诉通知书、举证通知书及开庭传票。自公告之日起经过三十日即视为送达。提出答辩状和举证的期限分别为公告期满后十五日内，并定于举证期满后第三日上午九时在本院第一法庭公开开庭审理，逾期将依法缺席判决。本院受理原告诉被告合同纠纷一案，因被告下落不明，依照《中华人民共和国民事诉讼法》之规定，向你公告送达起诉状副本、应诉通知书、举证通知书及开庭传票。自公告之日起经过三十日即视为送达。提出答辩状和举证的期限分别为公告期满后十五日内，并定于举证期满后第三 (397, 1184, 538, 1253)
notice-paragraph: 本院受理原告诉被告合同纠纷一案，因被告下落不明，依照《中华人民共和国民事诉讼法》之规定，向你公告送达起诉状副本、应诉通知书、举证通知书及开庭传票。自公告之日起经过三十日即视为送达。提出答辩状和举证的期限分别为公告期满后十五日内，并定于举证期满后第三日上午九时在本院第一法庭公开开庭审理，逾期将依法缺席判决。本院受理原告诉被告合同纠纷一案， (566, 764, 707, 812)
notice-paragraph: 本院受理原告诉被告合同纠纷一案，因被告下落不明，依照《中华人民共和国民事诉讼法》之规定，向你公告送达起诉状副本、应诉通知书、举证通知书及开庭传票。自公告之日起经过三十日即视为送达。提出答辩状和举证的期限分别为公告期满后十五日内，并定于举证期满后第三日上午九时在本院第一法庭公开开庭审理，逾期将依法缺席判决。本院受理原告诉被告合同纠纷一案，因被告下落不明，依照《中华人民共和国民事诉讼法》之规定，向你公告送达起诉状副本、应诉通知书、举证通知书及开庭传票。自公告之日起经过三十日即视为送达。提出答辩状和举证的期限分别为公告期满后十五日内，并定于举证 (55, 1219, 196, 1288)
notice-title: 昆山市人民法院 (449, 2101, 485, 2107)
notice-title: 陕西省西安市中级人民法院 (94, 470, 155, 476)
notice-paragraph: 本院受理原告诉被告合同纠纷一案，因被告下落不明，依照《中华人民共和国民事诉讼法》之规定，向你公告送达起诉状副本、应诉通知书、举证通知书及开庭传票。自公告之日起经过三十日即视为送达。提出答辩状和举证的期限分别为公告期满后十五日内，并定于举证期满后第三日上午九时在本院第一法庭公开开庭审理，逾期将依法缺席判决。本院受理原告诉被告合同纠纷一案，因被告下落不明，依照《中华人民共和国民事诉讼法》之规定，向你公告送达起诉状副本、应诉通知书、举证通知书及开庭传票。自公告之日起经过三十日即视为送达。提出答辩状和举证的期限分别为公告期满后十五日内，并定于举证期满后第三日上午九时在本院第一法 (566, 1856, 707, 1932)
notice-title: 北京市人民法院 (278, 484, 314, 490)
notice-paragraph: 本院受理原告诉被告合同纠纷一案，因被告下落不明，依照《中华人民共和国民事诉讼法》之规定，向你公告送达起诉状副本、应诉通知书、举证通知书及开庭传票。自公告之日起经过三十日即视为送达。提出答辩状和举证的期限分别为公告期满后十五日内，并定于举证期满后第三日上午九时在本院第一法庭公开开庭审理，逾期将依法缺席判决。本院受理原告诉被告合同 (226, 190, 367, 231)
notice-title: 河北省人民法院 (449, 1443, 485, 1449)
notice-title: 北京市人民法院 (449, 1940, 485, 1946)
notice-paragraph: 本院受理原告诉被告合同纠纷一案，因被告下落不明，依照《中华人民共和国民事诉讼法》之规定，向你公告送达起诉状副本、应诉通知书、举证通知书及开庭传票。自公告之日起经过三十日即视为送达。提出答辩状和举证的期限分别为公告期满后十五日内，并定于举证期满后第三日上午九时在本院第一法庭公开开庭审理，逾期将依法缺席判决。本院受理原告诉被告合同纠纷一案，因被告下落不明，依照《中华人民共和国民事诉讼法》之规定，向你公告送达起诉状副本 (903, 792, 1044, 847)
notice-title: 武汉仲裁委员会公告 (950, 1226, 996, 1232)
notice-title: 云南省中级人民法院 (102, 407, 148, 413)
notice-paragraph: 本院受理原告诉被告合同纠纷一案，因被告下落不明，依照《中华人民共和国民事诉讼法》之规定，向你公告送达起诉状副本、应诉通知书、举证通知书及开庭传票。自公告之日起经过三十日即视为送达。提出答辩状和举证的期限分别为公告期满后十五日内，并定于举证期满后第三日上午九时在本院第一法庭公开开庭审理，逾期将依法缺席判决。本院受理原告诉被告合同纠纷一案，因被告下落不明，依照《中华人民共和国民事诉讼法》之规定，向你公告送达起诉状副本、应诉通知书、举证通知书及开庭传票 (903, 253, 1044, 315)
notice-title: 广东省人民法院 (618, 1933, 654, 1939)
notice-paragraph: 本院受理原告诉被告合同纠纷一案，因被告下落不明，依照《中华人民共和国民事诉讼法》之规定，向你公告送达起诉状副本、应诉通知书、举证通知书及开庭传票。自公告之日起经过三十日即视为送达。提出答辩状和举证的期限分别为公告期满后十五日内，并定于举证期满后第三日上午九时在本院第一法庭公开开庭审理，逾期将依法缺席判决。本院受理原告诉被告合同纠纷一案，因被告下落不明，依照《中华人民共和国民事诉讼法》之规定，向你公告送达起诉状副本、应诉通知书、举证通知书及开庭传票。自公告之日起经过三十日即视为送达。提出答辩状和举证的期限分别为公告期满后十五日内，并定于举证期满后第三日上午九时在本院第一法庭公开开庭审理，逾期将依 (226, 1954, 367, 2030)
notice-title: 昆山市人民法院 (618, 2017, 654, 2023)
notice-paragraph: 本院受理原告诉被告合同纠纷一案，因被告下落不明，依照《中华人民共和国民事诉讼法》之规定，向你公告送达起诉状副本、应诉通知书、举证通知书及开庭传票。自公告之日起经过三十日即视为送达。提出答辩状和举证的期限分别为公告期满后十五日内，并定于举证期满后第三日上午九时在本院第一法庭公开开庭审理，逾期将依法缺席判决。本院受理原告诉被告合同纠纷一案，因被告下落不明，依照《中华人民共和国民事诉讼法》之规定，向你公告送达起诉状副本、应诉通知书、 (226, 1590, 367, 1645)
notice-title: 昆山市人民法院 (449, 1338, 485, 1344)
notice-paragraph: 本院受理原告诉被告合同纠纷一案，因被告下落不明，依照《中华人民共和国民事诉讼法》之规定，向你公告送达起诉状副本、应诉通知书、举证通知书及开庭传票。自公告之日起经过三十日即视为送达。提出答辩状和举证的期限分别为公告期满后十五日内，并定于举证期满后第三日上午九时在本院第一法庭公开开庭审理，逾期将依法缺席判决。本院受理原告诉被告合同纠纷一案，因被告下落不明，依照《中华人民共和国民事诉讼法 (397, 246, 538, 294)
notice-title: 西安市人民法院 (107, 183, 143, 189)
notice-paragraph: 本院受理原告诉被告合同纠纷一案，因被告下落不明，依照《中华人民共和国民事诉讼法》之规定，向你公告送达起诉状副本、应诉通知书、举证通知书及开庭传票。自公告之日起经过三十日即视为送达。提出答辩状和举证的期限分别为公告期满后十五日内，并定于举证期满后第三日上午九时在本院第一法庭公开开庭审理，逾期将依法缺席判决。本院受理原告诉被告合同纠纷一案，因被告下落不明，依照《中华人民共和国民事诉讼法》之规定，向你公告送达起诉状副本、应诉通知书、举证通知书及开庭传票。自公告之日起经过三十日即视为送达。提出答辩状和举证的期限分 (55, 1737, 196, 1806)
notice-paragraph: 本院受理原告诉被告合同纠纷一案，因被告下落不明，依照《中华人民共和国民事诉讼法》之规定，向你公告送达起诉状副本、应诉通知书、举证通知书及开庭传票。自公告之日起经过三十日即视为送达。提出答辩状和举证的期限分别为公告期满后十五日内，并定于举证期满后第三日上午九时在本院第一法庭公开开庭审理，逾期将依法缺席判决。本院受理原告诉被告合同纠纷一案，因被告下落不明，依照《中华人民共和国民事诉讼法》之规定，向你公告送达起诉状副本、应诉通知书、举证通知书及开庭传票。自公告之日起经过三十日即视为送达。提出答辩状和举证的期限 (566, 1072, 707, 1141)
notice-title: 北京市人民法院 (107, 1478, 143, 1484)
notice-paragraph: 本院受理原告诉被告合同纠纷一案，因被告下落不明，依照《中华人民共和国民事诉讼法》之规定，向你公告送达起诉状副本、应诉通知书、举证通知书及开庭传票。自公告之日起经过三十日即视为送达。提出答辩状和举证的期限分别为公告期满后十五日内，并定于举证期满后第三日上午九时在本院第一法庭公开开庭审理，逾期将依法缺席判决。本院受理原告诉被告合同纠纷一案，因被告下落不 (397, 190, 538, 238)
notice-paragraph: 本院受理原告诉被告合同纠纷一案，因被告下落不明，依照《中华人民共和国民事诉讼法》之规定，向你公告送达起诉状副本、应诉通知书、举证通知书及开庭传票。自公告之日起经过三十日即视为送达。提出答辩状和举证的期限分别为公告期满后十五日内，并定于举证期满后第三日上午九时在本院第一法庭公开开庭审理，逾期将依法缺席判决。本院受理原告诉被告合同纠纷一案，因被告下落不明，依照《中华人民共和国民事诉讼法》之规定，向你公告送达起诉状副本、应诉通知书、举证通知书及开庭传票。自公告之日起经过三十日即视为送达。提出答辩状和举证的期限分别为公告期满后十五日内，并定于举证期满后第三日上午九时在本院第一法庭公开开庭 (903, 547, 1044, 623)
notice-title: 遗失声明 (285, 2080, 306, 2086)
notice-title: 昆山市人民法院 (278, 715, 314, 721)
notice-paragraph: 本院受理原告诉被告合同纠纷一案，因被告下落不明，依照《中华人民共和国民事诉讼法》之规定，向你公告送达起诉状副本、应诉通知书、举证通知书及开庭传票。自公告之日起经过三十日即视为送达。提出答辩状和举证的期限分别为公告期满后十五日内，并定于举证期满后第三日上午九时在本院第一法庭公开开庭审理，逾期将依法缺席判决。本院受理原告诉被告合同纠纷一案，因被告下落不明，依照《中华人民共和 (566, 2080, 707, 2128)
notice-paragraph: 本院受理原告诉被告合同纠纷一案，因被告下落不明，依照《中华人民共和国民事诉讼法》之规定，向你公告送达起诉状副本、应诉通知书、举证通知书及开庭传票。自公告之日起经过三十日即视为送达。提出答辩状和举证的期限分别为公告期满后十五日内，并定于举证期满后第三日上午九时在本院第一法庭公开开庭审理，逾期将依法缺席判决。本院受理原告诉被告合同纠纷一案，因被告下落不明，依照《中华人民共和国民事诉讼法》之规定， (720, 1422, 861, 1477)
notice-paragraph: 本院受理原告诉被告合同纠纷一案，因被告下落不明，依照《中华人民共和国民事诉讼法》之规定，向你公告送达起诉状副本、应诉通知书、举证通知书及开庭传票。自公告之日起经过三十日即视为送达。提出答辩状和举证的期限分别为公告期满后十五日内，并定于举证期满后第三日上午九时在本院第一法庭公开开庭审理，逾期将依法缺席判决。本院受理原告诉被告合同纠纷一案，因被告下落不明，依照《中华人民共和国民事诉讼法》之规定，向你公告送达起诉状副本、应诉通知书、举证通知书及开庭传票。自公告之日 (720, 1548, 861, 1610)
notice-paragraph: 本院受理原告诉被告合同纠纷一案，因被告下落不明，依照《中华人民共和国民事诉讼法》之规定，向你公告送达起诉状副本、应诉通知书、举证通知书及开庭传票。自公告之日起经过三十日即视为送达。提出答辩状和举证的期限分别为公告期满后十五日内，并定于举证期满后第三日上午九时在本院第一法庭公开开庭审理，逾期将依法缺席判决。本院受理原告诉被告合同纠纷一案，因被告下落不明，依照《中华人民共和国民事诉讼法》之规定，向你公告送达起诉状副本、应诉通知书、举证通知书及开庭传票。自公告之日 (720, 932, 861, 994)
notice-paragraph: 本院受理原告诉被告合同纠纷一案，因被告下落不明，依照《中华人民共和国民事诉讼法》之规定，向你公告送达起诉状副本、应诉通知书、举证通知书及开庭传票。自公告之日起经过三十日即视为送达。提出答辩状和举证的期限分别为公告期满后十五日内，并定于举证期满后第三日上午九时在本院第一法庭公开开庭审理，逾期将依法缺席判决。 (55, 190, 196, 231)
notice-column-6 (903, 160, 1044, 2191)
notice-title: 江苏省人民法院 (107, 1884, 143, 1890)
notice-paragraph: 本院受理原告诉被告合同纠纷一案，因被告下落不明，依照《中华人民共和国民事诉讼法》之规定，向你公告送达起诉状副本、应诉通知书、举证通知书及开庭传票。自公告之日起经过三十日即视为送达。提出答辩状和举证的期限分别为公告期满后十五日内，并定于举证期满后第三日上午九时在本院第一法庭公开开庭审理，逾期将依法缺席判决。本院受理原告诉被告合同 (226, 2038, 367, 2079)
notice-paragraph: 本院受理原告诉被告合同纠纷一案，因被告下落不明，依照《中华人民共和国民事诉讼法》之规定，向你公告送达起诉状副本、应诉通知书、举证通知书及开庭传票。自公告之日起经过三十日即视为送达。提出答辩状和举证的期限分别为公告期满后十五日内，并定于举证期满后第三日上午九时在本院第一法庭公开开庭审理，逾期将依法缺席判决。本院受理原告诉被告合同纠纷一案，因被告下落不明，依照《中华人民共和国民事诉讼法》之规定，向你公告送达起诉状副本、应诉通知书、举证通知书及开庭传票。自公告之日起经过三十日即视为送达。提出答辩状和举证的期限分别为公告期满后十五日内，并定于举证期满后第三日上午九时 (720, 1765, 861, 1841)
notice-title: 湖南省人民法院 (772, 1226, 808, 1232)
notice-paragraph: 本院受理原告诉被告合同纠纷一案，因被告下落不明，依照《中华人民共和国民事诉讼法》之规定，向你公告送达起诉状副本、应诉通知书、举证通知书及开庭传票。自公告之日起经过三十日即视为送达。提出答辩状和举证的期限分别为公告期满后十五日内，并定于举证期满后第三日上午九时在本院第一法庭公开开庭审理，逾期将依法缺席判决。本院受理原告诉被告合同纠纷一案，因被告下落不明，依照《中华人民共和国民事诉讼法》之规定，向你公告送达起诉状副本、应诉通知书、举证通知书及开庭传票。 (397, 967, 538, 1029)
notice-paragraph: 本院受理原告诉被告合同纠纷一案，因被告下落不明，依照《中华人民共和国民事诉讼法》之规定，向你公告送达起诉状副本、应诉通知书、举证通知书及开庭传票。自公告之日起经过三十日即视为送达。提出答辩状和举证的期限分别为公告期满后十五日内，并定于举证期满后第三日上午九时在本院第一法庭公开开庭审理，逾期将依法缺席判决。本院受理原 (397, 1947, 538, 1988)
notice-title: 陕西省西安市中级人民法院 (605, 757, 666, 763)
notice-paragraph: 本院受理原告诉被告合同纠纷一案，因被告下落不明，依照《中华人民共和国民事诉讼法》之规定，向你公告送达起诉状副本、应诉通知书、举证通知书及开庭传票。自公告之日起经过三十日即视为送达。提出答辩状和举证的期限分别为公告期满后十五日内，并定于举证期满后第三日上午九时在本院第一法庭公开开庭审理，逾期将依法缺席判决。本院受理 (903, 1835, 1044, 1876)
notice-paragraph: 本院受理原告诉被告合同纠纷一案，因被告下落不明，依照《中华人民共和国民事诉讼法》之规定，向你公告送达起诉状副本、应诉通知书、举证通知书及开庭传票。自公告之日起经过三十日即视为送达。提出答辩状和举证的期限分别为公告期满后十五日内，并定于举证期满后第三日上午九时在本院第一法庭公开开庭审理，逾期将依法缺席判决。本院受理原告诉被告合同纠纷一案，因被告下落不明，依照《中华人民共和国民事诉讼法》之规定，向你公告送达起诉状副本、应诉通知书、举证通知书及开庭传票。自公告之日起经过三十日即视为送达 (903, 2129, 1044, 2191)
notice-paragraph: 本院受理原告诉被告合同纠纷一案，因被告下落不明，依照《中华人民共和国民事诉讼法》之规定，向你公告送达起诉状副本、应诉通知书、举证通知书及开庭传票。自公告之日起经过三十日即视为送达。提出答辩状和举证的期限分别为公告期满后十五日内，并定于举证期满后第三日上午九时在本院第一法庭公开开庭审理，逾期将依法缺席判决。本院受理原告诉被告合同纠纷一案，因被告下落不明，依照《中华人民共和国民事诉讼法》之规定，向你公告送达起诉状副本、应诉通知书、举证通知书及开庭传票。 (397, 1569, 538, 1631)
notice-title: 北京市人民法院 (449, 1100, 485, 1106)
notice-title: 河北省人民法院 (772, 1926, 808, 1932)
notice-paragraph: 本院受理原告诉被告合同纠纷一案，因被告下落不明，依照《中华人民共和国民事诉讼法》之规定，向你公告送达起诉状副本、应诉通知书、举证通知书及开庭传票。自公告之日起经过三十日即视为送达。提出答辩状和举证的期限分别为公告期满后十五日内，并定于举证期满后第三日上午九时在本院第一法庭公开开庭审理，逾期将依法缺席判决。本院受理原告诉被告合同纠纷一案，因被告下落不明，依照《中华人民共和国民事诉讼法》之规定，向你公告送达起诉状副本、 (397, 1506, 538, 1561)
notice-paragraph: 本院受理原告诉被告合同纠纷一案，因被告下落不明，依照《中华人民共和国民事诉讼法》之规定，向你公告送达起诉状副本、应诉通知书、举证通知书及开庭传票。自公告之日起经过三十日即视为送达。提出答辩状和举证的期限分别为公告期满后十五日内，并定于举证期满后第三日上午九时在本院第一法庭公开开庭审理，逾期将依法缺席判决。本院受理原告诉被告合同纠纷一案，因被告下落不明，依照《中华人民共和国民事诉讼法》之规定，向你公告送达起诉状副本、应诉通知书、举证通知书及开庭传票。自公告之日起经过三十日即视为送达。提出答辩状和举证的期限分别为公告期满后十五日内，并定于举证 (55, 624, 196, 693)
notice-paragraph: 本院受理原告诉被告合同纠纷一案，因被告下落不明，依照《中华人民共和国民事诉讼法》之规定，向你公告送达起诉状副本、应诉通知书、举证通知书及开庭传票。自公告之日起经过三十日即视为送达。提出答辩状和举证的期限分别为公告期满后十五日内，并定于举证期满后第三日上午九时在本院第一法庭公开开庭审理，逾期将依法缺席判决。本院受理原告诉被告合同纠纷一案，因被告下落不明，依照《中华人民共和国民事诉讼法》之规定，向你公告送达起诉状副本、应诉通知书、举证通知书及开庭传票。自公告之日起经过三十日即视为送达。提出答辩状和举证的期限分别为公告期满后十五日内，并定于举证期满后第三日上午九时在本院第一法庭 (55, 701, 196, 777)
notice-title: 云南省中级人民法院 (273, 1030, 319, 1036)
notice-paragraph: 本院受理原告诉被告合同纠纷一案，因被告下落不明，依照《中华人民共和国民事诉讼法》之规定，向你公告送达起诉状副本、应诉通知书、举证通知书及开庭传票。自公告之日起经过三十日即视为送达。提出答辩状和举证的期限分别为公告期满后十五日内，并定于举证期满后第三日上午九时在本院第一法庭公开开庭审理，逾期将依法缺席判决。本院受理原告诉被告合同纠纷一案，因被告下落不明，依照《中华人民共和国民事诉讼法》之规定，向你公告送达起诉状副本、应诉通知书、举证通知书及开庭传票。自公告之日起经过三十日即视为送达。提出答辩状和举证的期限分别为公告期满后十五日内，并定于举证期满后第三日上午九时在本院第一法庭 (55, 1891, 196, 1967)
notice-title: 云南省中级人民法院 (613, 673, 659, 679)
notice-title: 北京市人民法院 (955, 2122, 991, 2128)
notice-paragraph: 本院受理原告诉被告合同纠纷一案，因被告下落不明，依照《中华人民共和国民事诉讼法》之规定，向你公告送达起诉状副本、应诉通知书、举证通知书及开庭传票。自公告之日起经过三十日即视为送达。提出答辩状和举证的期限分别为公告期满后十五日内，并定于举证期满后第三日上午九时在本院第一法庭公开开庭审理，逾期将依法缺席判决。本院受理原告诉被告合同纠纷一案，因被告下落不明，依照《 (720, 1982, 861, 2030)
notice-column-2 (226, 160, 367, 2198)
notice-paragraph: 本院受理原告诉被告合同纠纷一案，因被告下落不明，依照《中华人民共和国民事诉讼法》之规定，向你公告送达起诉状副本、应诉通知书、举证通知书及开庭传票。自公告之日起经过三十日即视为送达。提出答辩状和举证的期限分别为公告期满后十五日内，并定于举证期满后第三日上午九时在本院第一法庭公开开庭审理，逾期将依法缺席判决。本院受理原告诉被告合同纠纷一案，因被告下落不明，依照《中华人民共和国民事诉讼法》之规定，向你公告送达起诉状副本 (903, 1394, 1044, 1449)
notice-paragraph: 本院受理原告诉被告合同纠纷一案，因被告下落不明，依照《中华人民共和国民事诉讼法》之规定，向你公告送达起诉状副本、应诉通知书、举证通知书及开庭传票。自公告之日起经过三十日即视为送达。提出答辩状和举证的期限分别为公告期满后十五日内，并定于举证期满后第三日上午九时在本院第一法庭公开开庭审理，逾期将依法缺席判决。本院受理原告诉被告合同纠纷一案，因被告下落不明，依照《中华人民共和国民事诉讼法》之规定，向你公告送达起诉状副本、应诉通知书、举证通知书及开庭传票。自公告之日起经过三十日即视为送达。提出答辩状和举证的期限分别为公告期满后十五日内，并定于举证期满后第三日上午九时在 (226, 1254, 367, 1330)
notice-title: 昆山市人民法院 (107, 883, 143, 889)
notice-title: 武汉仲裁委员会公告 (767, 1415, 813, 1421)
notice-title: 北京市人民法院 (772, 743, 808, 749)
notice-paragraph: 本院受理原告诉被告合同纠纷一案，因被告下落不明，依照《中华人民共和国民事诉讼法》之规定，向你公告送达起诉状副本、应诉通知书、举证通知书及开庭传票。自公告之日起经过三十日即视为送达。提出答辩状和举证的期限分别为公告期满后十五日内，并定于举证期满后第三日上午九时在本院第一法庭公开开庭审理，逾期将依法缺席判决。本院受理原告诉被告合同纠纷一案，因被告下落不明，依照《中华人民共和国民事诉讼法》之规定，向你公告送达起诉状副本、应诉通知书、举证通知书及开庭传票。自公告之日起经过三十日即视为送达。提出答辩状和举证的期限分别为公告期满后十五日内，并定于举证期满后第 (903, 470, 1044, 539)
notice-paragraph: 本院受理原告诉被告合同纠纷一案，因被告下落不明，依照《中华人民共和国民事诉讼法》之规定，向你公告送达起诉状副本、应诉通知书、举证通知书及开庭传票。自公告之日起经过三十日即视为送达。提出答辩状和举证的期限分别为公告期满后十五日内，并定于举证期满后第三日上午九时在本院第一法庭公开开庭审理，逾期将依法缺席判决。本院受理原告诉被告合同纠纷一案，因被告下落不明，依照《中华人民共和国民事诉讼 (903, 1338, 1044, 1386)
notice-paragraph: 本院受理原告诉被告合同纠纷一案，因被告下落不明，依照《中华人民共和国民事诉讼法》之规定，向你公告送达起诉状副本、应诉通知书、举证通知书及开庭传票。自公告之日起经过三十日即视为送达。提出答辩状和举证的期限分别为公告期满后十五日内，并定于举证期满后第三日上午九时在本院第一法庭公开开庭审理，逾期将依法缺席判决。本院受理原告诉被告合同纠纷一案，因被告下落不明，依照《中华人民共和国民事诉讼法 (397, 2052, 538, 2100)
notice-paragraph: 本院受理原告诉被告合同纠纷一案，因被告下落不明，依照《中华人民共和国民事诉讼法》之规定，向你公告送达起诉状副本、应诉通知书、举证通知书及开庭传票。自公告之日起经过三十日即视为送达。提出答辩状和举证的期限分别为公告期满后十五日内，并定于举证期满后第三日上午九时在本院第一法庭公开开庭审理，逾期将依法缺席判决。本院受理原告诉被告合同纠纷一案，因被告下落不 (397, 792, 538, 840)
notice-paragraph: 本院受理原告诉被告合同纠纷一案，因被告下落不明，依照《中华人民共和国民事诉讼法》之规定，向你公告送达起诉状副本、应诉通知书、举证通知书及开庭传票。自公告之日起经过三十日即视为送达。提出答辩状和举证的期限分别为公告期满后十五日内，并定于举证期满后第三日上午九时在本院第一法庭公开开庭审理，逾期将依法缺席判决。本院受理原告诉被告合同纠纷一案，因被告下落不明，依照《中华人民共和国民事诉讼法》之规定，向你公告送达起诉状副本、应诉通知书 (720, 253, 861, 308)
notice-paragraph: 本院受理原告诉被告合同纠纷一案，因被告下落不明，依照《中华人民共和国民事诉讼法》之规定，向你公告送达起诉状副本、应诉通知书、举证通知书及开庭传票。自公告之日起经过三十日即视为送达。提出答辩状和举证的期限分别为公告期满后十五日内，并定于举证期满后第三日上午九时在本院第一法庭公开开庭审理，逾期将依法缺席判决。本院受理原告诉被告合同纠纷一案，因 (55, 239, 196, 287)
notice-title: 武汉仲裁委员会公告 (102, 540, 148, 546)
column-heading-2: 2/3 中缝 (250, 99, 337, 123)
notice-paragraph: 本院受理原告诉被告合同纠纷一案，因被告下落不明，依照《中华人民共和国民事诉讼法》之规定，向你公告送达起诉状副本、应诉通知书、举证通知书及开庭传票。自公告之日起经过三十日即视为送达。提出答辩状和举证的期限分别为公告期满后十五日内，并定于举证期满后第三日上午九时在本院第一法庭公开开庭审理，逾期将依法缺席判决。本院受理原告诉被告合同纠纷一案，因被告下落不明，依照《中华人民共和国民事诉讼法》之规定，向 (226, 1527, 367, 1582)
notice-paragraph: 本院受理原告诉被告合同纠纷一案，因被告下落不明，依照《中华人民共和国民事诉讼法》之规定，向你公告送达起诉状副本、应诉通知书、举证通知书及开庭传票。自公告之日起经过三十日即视为送达。提出答辩状和举证的期限分别为公告期满后十五日内，并定于举证期满后第三日上午九时在本院第一法庭公开开庭审理，逾期将依法缺席判决。本院受理原告诉被告合同纠纷一案，因被告下落不明，依照《中华人民共和国民事诉讼法》之规定，向你公告送达起诉状副本、应诉通知书、举证通知书及开庭传票。自公告之日起 (226, 1037, 367, 1099)
notice-title: 湖南省人民法院 (955, 1828, 991, 1834)
notice-column-4 (566, 160, 707, 2254)
notice-paragraph: 本院受理原告诉被告合同纠纷一案，因被告下落不明，依照《中华人民共和国民事诉讼法》之规定，向你公告送达起诉状副本、应诉通知书、举证通知书及开庭传票。自公告之日起经过三十日即视为送达。提出答辩状和举证的期限分别为公告期满后十五日内，并定于举证期满后第三日上午九时在本院第一法庭公开开庭审理，逾期将依法缺席判决。本院受理原告诉被告合同纠纷一案，因被告下落不明，依照《中华人民共和国民事诉讼法》之规定，向你公告送达起诉状副本、应诉通知书 (720, 869, 861, 924)
column-heading-4: 6/7 中缝 (585, 99, 672, 123)
notice-title: 江苏省人民法院 (278, 904, 314, 910)
notice-paragraph: 本院受理原告诉被告合同纠纷一案，因被告下落不明，依照《中华人民共和国民事诉讼法》之规定，向你公告送达起诉状副本、应诉通知书、举证通知书及开庭传票。自公告之日起经过三十日即视为送达。提出答辩状和举证的期限分别为公告期满后十五日内，并定于举证期满后第三日上午九时在本院第一法庭公开开庭审理，逾期将依法缺席判决。本院受理原告诉被告合同纠纷一案，因被告下落不明，依照《中华人民共和国民事诉讼法》之规定，向你公告送达起诉状副本、 (397, 302, 538, 357)
column-banner: 公告专栏 (903, 160, 1043, 180)
notice-title: 江苏省人民法院 (278, 1716, 314, 1722)
notice-title: 深圳市人民法院 (618, 183, 654, 189)
notice-title: 西安市人民法院 (772, 1842, 808, 1848)
notice-paragraph: 本院受理原告诉被告合同纠纷一案，因被告下落不明，依照《中华人民共和国民事诉讼法》之规定，向你公告送达起诉状副本、应诉通知书、举证通知书及开庭传票。自公告之日起经过三十日即视为送达。提出答辩状和举证的期限分别为公告期满后十五日内，并定于举证期满后第三日上午九时在本院第一法庭公开开庭审理，逾期将依法缺席判决。本院受理原告诉被告合同纠纷一案，因被告下落不明，依照《中华人民共和国民事诉讼法》之规定，向你公告送达起诉状副本、应诉通知书 (720, 1485, 861, 1540)
notice-title: 江苏省人民法院 (772, 1142, 808, 1148)
notice-paragraph: 本院受理原告诉被告合同纠纷一案，因被告下落不明，依照《中华人民共和国民事诉讼法》之规定，向你公告送达起诉状副本、应诉通知书、举证通知书及开庭传票。自公告之日起经过三十日即视为送达。提出答辩状和举证的期限分别为公告期满后十五日内，并定于举证期满后第三日上午九时在本院第一法庭公开开庭审理，逾期将依法缺席判决。本院受理原告诉被告合同纠纷一案，因被告下落不明，依照《中华人民共和国民事诉讼法》之规定，向你公告送达起诉状副本、应诉通知书、举证通知书及开庭传票。自公告之日起经过三十日即视为送达。提出答辩状和举证的期限分别为公告期满后十五日内，并定于举证期满后第三 (397, 1786, 538, 1855)
notice-title: 广东省人民法院 (955, 673, 991, 679)
notice-title: 昆山市人民法院 (278, 1520, 314, 1526)
notice-paragraph: 本院受理原告诉被告合同纠纷一案，因被告下落不明，依照《中华人民共和国民事诉讼法》之规定，向你公告送达起诉状副本、应诉通知书、举证通知书及开庭传票。自公告之日起经过三十日即视为送达。提出答辩状和举证的期限分别为公告期满后十五日内，并定于举证期满后第三日上午九时在本院第一法庭公开开庭审理，逾期将依法缺席判决。本院受理原告诉被告合同纠纷一案，因被告下落不明，依照《中华人民共和国 (55, 890, 196, 938)
notice-paragraph: 本院受理原告诉被告合同纠纷一案，因被告下落不明，依照《中华人民共和国民事诉讼法》之规定，向你公告送达起诉状副本、应诉通知书、举证通知书及开庭传票。自公告之日起经过三十日即视为送达。提出答辩状和举证的期限分别为公告期满后十五日内，并定于举证期满后第三日上午九时在本院第一法庭公开开庭审理，逾期将依法缺席判决。本院受理原告诉被告合同纠纷一案，因被告下落不明，依照《中 (226, 2087, 367, 2135)
notice-title: 遗失声明 (962, 1275, 983, 1281)
notice-paragraph: 本院受理原告诉被告合同纠纷一案，因被告下落不明，依照《中华人民共和国民事诉讼法》之规定，向你公告送达起诉状副本、应诉通知书、举证通知书及开庭传票。自公告之日起经过三十日即视为送达。提出答辩状和举证的期限分别为公告期满后十五日内，并定于举证期满后第三日上午九时在本院第一法庭公开开庭审理，逾期将依法缺席判决。本院受理原告诉被告合同纠纷一案，因被告下落不明，依照《中 (226, 1471, 367, 1519)
notice-paragraph: 本院受理原告诉被告合同纠纷一案，因被告下落不明，依照《中华人民共和国民事诉讼法》之规定，向你公告送达起诉状副本、应诉通知书、举证通知书及开庭传票。自公告之日起经过三十日即视为送达。提出答辩状和举证的期限分别为公告期满后十五日内，并定于举证期满后第三日上午九时在本院第一法庭公开开庭审理，逾期将依法缺席判决。本院受理原告诉被告合同纠纷一案，因被告下落不明，依照《中华人民共和国民事诉讼法》之规定，向你公告送达起诉状副本、应诉通知书、举证通知书及开庭传票。自公告之日起经过三十日即视为送达。提出答辩状和举证的期限分别为公告期满后十五日内，并定于举 (566, 1149, 707, 1218)
notice-paragraph: 本院受理原告诉被告合同纠纷一案，因被告下落不明，依照《中华人民共和国民事诉讼法》之规定，向你公告送达起诉状副本、应诉通知书、举证通知书及开庭传票。自公告之日起经过三十日即视为送达。提出答辩状和举证的期限分别为公告期满后十五日内，并定于举证期满后第三日上午九时在本院第一法庭公开开庭审理，逾期将依法缺席判决。本院受理原告诉被告合同纠纷一案，因 (55, 1429, 196, 1477)
notice-paragraph: 本院受理原告诉被告合同纠纷一案，因被告下落不明，依照《中华人民共和国民事诉讼法》之规定，向你公告送达起诉状副本、应诉通知书、举证通知书及开庭传票。自公告之日起经过三十日即视为送达。提出答辩状和举证的期限分别为公告期满后十五日内，并定于举证期满后第三日上午九时在本院第一法庭公开开庭审理，逾期将依法缺席判决。本院受理原告诉被告合同纠纷一案，因被告下落不明，依照《中华人民共和国民事诉讼法》之规定，向你公告送达 (566, 1506, 707, 1561)
notice-title: 湖南省人民法院 (772, 379, 808, 385)
notice-title: 武汉仲裁委员会公告 (444, 960, 490, 966)
notice-title: 遗失声明 (625, 1695, 646, 1701)
notice-title: 西安市人民法院 (618, 365, 654, 371)
notice-title: 陕西省西安市中级人民法院 (942, 316, 1003, 322)
notice-paragraph: 本院受理原告诉被告合同纠纷一案，因被告下落不明，依照《中华人民共和国民事诉讼法》之规定，向你公告送达起诉状副本、应诉通知书、举证通知书及开庭传票。自公告之日起经过三十日即视为送达。提出答辩状和举证的期限分别为公告期满后十五日内，并定于举证期满后第三日上午九时在本院第一法庭公开开庭审理，逾期将依法缺席判决。本院受理原告诉被告合同纠纷一案，因 (55, 834, 196, 882)
notice-title: 湖南省人民法院 (449, 1562, 485, 1568)
notice-paragraph: 本院受理原告诉被告合同纠纷一案，因被告下落不明，依照《中华人民共和国民事诉讼法》之规定，向你公告送达起诉状副本、应诉通知书、举证通知书及开庭传票。自公告之日起经过三十日即视为送达。提出答辩状和举证的期限分别为公告期满后十五日内，并定于举证期满后第三日上午九时在本院第一法庭公开开庭审理，逾期将依法缺席判决。本院受理原告诉被告合同纠纷一案，因被告下落不明，依照《中华人民共和国民事诉讼法》之规定，向你公告送达起诉状副本、应诉通知书、举证通知书及开庭传票。自公告之日起经过三十日即视为送达。提出答辩状和举证的期限分别为公告期满后十五日内 (226, 561, 367, 630)
notice-title: 西安市人民法院 (278, 1583, 314, 1589)
notice-paragraph: 本院受理原告诉被告合同纠纷一案，因被告下落不明，依照《中华人民共和国民事诉讼法》之规定，向你公告送达起诉状副本、应诉通知书、举证通知书及开庭传票。自公告之日起经过三十日即视为送达。提出答辩状和举证的期限分别为公告期满后十五日内，并定于举证期满后第三日上午九时在本院第一法庭公开开庭审理，逾期将依法缺席判决。本院受理原告诉被告合同纠纷一案，因被告下落不明，依照《中华人民共和国 (55, 2080, 196, 2128)
notice-paragraph: 本院受理原告诉被告合同纠纷一案，因被告下落不明，依照《中华人民共和国民事诉讼法》之规定，向你公告送达起诉状副本、应诉通知书、举证通知书及开庭传票。自公告之日起经过三十日即视为送达。提出答辩状和举证的期限分别为公告期满后十五日内，并定于举证期满后第三日上午九时在本院第一法庭公开开庭审理，逾期将依法缺席判决。本院受理原告诉被告合同纠纷一案，因被告下落不明，依照《中华人民共和国民事诉讼法》之规定，向 (226, 295, 367, 350)
notice-paragraph: 本院受理原告诉被告合同纠纷一案，因被告下落不明，依照《中华人民共和国民事诉讼法》之规定，向你公告送达起诉状副本、应诉通知书、举证通知书及开庭传票。自公告之日起经过三十日即视为送达。提出答辩状和举证的期限分别为公告期满后十五日内，并定于举证期满后第三日上午九时在本院第一法庭公开开庭审理，逾期将依法缺席判决。本院受理原告诉被告合同纠纷一案，因被告下落不明，依照《中华人民共和国民事诉讼法》之规定，向你公告送达起诉状副本、应诉通知书、举证通知书及开庭传票。自公告之日起经过三十日 (566, 1002, 707, 1064)
notice-body (226, 183, 367, 2198)
notice-body (397, 183, 538, 2163)
notice-paragraph: 本院受理原告诉被告合同纠纷一案，因被告下落不明，依照《中华人民共和国民事诉讼法》之规定，向你公告送达起诉状副本、应诉通知书、举证通知书及开庭传票。自公告之日起经过三十日即视为送达。提出答辩状和举证的期限分别为公告期满后十五日内，并定于举证期满后第三日上午九时在本院第一法庭公开开庭审理，逾期将依法缺席判决。本院受理原告诉被告合同纠纷一案，因被告下落不明，依照《中华人民共和国民事诉讼法》之规定，向你公告送达起诉状副本、应诉通知书、举证通知书及开庭传票。自公告之日起经过三十日即视为送达。提出答辩状和举证的期限分别为公告期满后十五日内，并定于举证期满后第三日上午九时在本院第一法 (566, 1226, 707, 1302)
notice-title: 广东省人民法院 (955, 1450, 991, 1456)
notice-title: 云南省中级人民法院 (767, 1310, 813, 1316)
notice-body (566, 183, 707, 2254)
notice-paragraph: 本院受理原告诉被告合同纠纷一案，因被告下落不明，依照《中华人民共和国民事诉讼法》之规定，向你公告送达起诉状副本、应诉通知书、举证通知书及开庭传票。自公告之日起经过三十日即视为送达。提出答辩状和举证的期限分别为公告期满后十五日内，并定于举证期满后第三日上午九时在本院第一法庭公开开庭审理，逾期将依法缺席判决。本院受理原告诉被告合同纠纷一案，因被告下落不明，依照《中华人民共和国民事诉讼法 (397, 848, 538, 896)
column-heading-1: 1/4 中缝 (76, 99, 163, 123)
notice-paragraph: 本院受理原告诉被告合同纠纷一案，因被告下落不明，依照《中华人民共和国民事诉讼法》之规定，向你公告送达起诉状副本、应诉通知书、举证通知书及开庭传票。自公告之日起经过三十日即视为送达。提出答辩状和举证的期限分别为公告期满后十五日内，并定于举证期满后第三日上午九时在本院第一法庭公开开庭审理，逾期将依法缺席判决。本院受理原告诉被告合同纠纷一案，因被告下落不明，依照《中华人民共和国民事诉讼法》之规定，向你公告送达起诉状副本、应诉通知书、举证通知书及开庭传票。自公告之日起经过三十日即视为送达。提出答辩状和 (226, 1723, 367, 1785)
notice-title: 武汉仲裁委员会公告 (444, 1779, 490, 1785)
notice-title: 江苏省人民法院 (772, 1975, 808, 1981)
notice-title: 西安市人民法院 (772, 183, 808, 189)
notice-paragraph: 本院受理原告诉被告合同纠纷一案，因被告下落不明，依照《中华人民共和国民事诉讼法》之规定，向你公告送达起诉状副本、应诉通知书、举证通知书及开庭传票。自公告之日起经过三十日即视为送达。提出答辩状和举证的期限分别为公告期满后十五日内，并定于举证期满后第三日上午九时在本院第一法庭公开开庭审理，逾期将依法缺席判决。本院受理原告诉被告合同纠纷一案，因被告下落不明，依照《中华人民共和国民事诉讼法》之规定，向你公告送达起诉状副本、应诉通知书、举证通知书及开庭传票。自公告之日起经过三十日即视为送达。提出答辩状和举证的期限分别为公告期满后十五日内，并定于举证期满后第三日上午九时在本院第一法庭公开开庭审 (397, 659, 538, 735)
notice-title: 武汉仲裁委员会公告 (950, 1989, 996, 1995)
notice-paragraph: 本院受理原告诉被告合同纠纷一案，因被告下落不明，依照《中华人民共和国民事诉讼法》之规定，向你公告送达起诉状副本、应诉通知书、举证通知书及开庭传票。自公告之日起经过三十日即视为送达。提出答辩状和举证的期限分别为公告期满后十五日内，并定于举证期满后第三日上午九时在本院第一法庭公开开庭审理，逾期将依法缺席判决。本院受理原告诉被告合同纠纷一案，因被告下落不明，依照《中华人民共和国民事诉讼法》之规定，向你公告送达起 (55, 1541, 196, 1596)
notice-paragraph: 本院受理原告诉被告合同纠纷一案，因被告下落不明，依照《中华人民共和国民事诉讼法》之规定，向你公告送达起诉状副本、应诉通知书、举证通知书及开庭传票。自公告之日起经过三十日即视为送达。提出答辩状和举证的期限分别为公告期满后十五日内，并定于举证期满后第三日上午九时在本院第一法庭公开开庭审理，逾期将依法缺席判决。本院受理原告诉被告合同纠纷一案，因被告下落不明，依照《中华人民共和国民事诉讼法》之规定，向你公告送达起诉状副本、应诉通知书、举证通知书 (566, 2199, 707, 2254)
notice-title: 北京市人民法院 (278, 1331, 314, 1337)
notice-title: 陕西省西安市中级人民法院 (942, 1142, 1003, 1148)
notice-column-1 (55, 160, 196, 2128)
notice-paragraph: 本院受理原告诉被告合同纠纷一案，因被告下落不明，依照《中华人民共和国民事诉讼法》之规定，向你公告送达起诉状副本、应诉通知书、举证通知书及开庭传票。自公告之日起经过三十日即视为送达。提出答辩状和举证的期限分别为公告期满后十五日内，并定于举证期满后第三日上午九时在本院第一法庭公开开庭审理，逾期将依法缺席判决。本院受理原告诉被告合同纠纷一案，因被告下落不明，依照《中华人民共和国民事诉讼法》之规定，向你公告送达起诉状副本、应诉通知书、举证通知书及开庭传票。自公告之日起经过三十日即视为送达。提出答辩状和举证的期限分别为公告期满后十五日内，并定于举证期满后第三日上午九时在本院第一法 (566, 596, 707, 672)
notice-paragraph: 本院受理原告诉被告合同纠纷一案，因被告下落不明，依照《中华人民共和国民事诉讼法》之规定，向你公告送达起诉状副本、应诉通知书、举证通知书及开庭传票。自公告之日起经过三十日即视为送达。提出答辩状和举证的期限分别为公告期满后十五日内，并定于举证期满后第三日上午九时在本院第一法庭公开开庭审理，逾期将依法缺席判决。本院受理原告诉被告合同纠纷一案，因被告下落不明，依照《中华人民共和国民事诉讼法》之规定，向你公告送达起诉状副本、应诉通知书、举证通知书及开庭传票。自公告之日起经过三十日即视为送达。提出答辩状和举证的期限分别为公告期满后十五日内，并定于举证期满后第三日上午九时在本院第一法庭公开开庭审理，逾期将依法缺席判决 (566, 1310, 707, 1386)
notice-paragraph: 本院受理原告诉被告合同纠纷一案，因被告下落不明，依照《中华人民共和国民事诉讼法》之规定，向你公告送达起诉状副本、应诉通知书、举证通知书及开庭传票。自公告之日起经过三十日即视为送达。提出答辩状和举证的期限分别为公告期满后十五日内，并定于举证期满后第三日上午九时在本院第一法庭公开开庭审理，逾期将依法缺席判决。本院受理原告诉被告合同纠纷一案，因被告下落不明，依照《中华人民共和国民事诉讼法》之规定，向你公告送达起诉状副本、应诉通知书、举证通知书及开庭传票。自公告之日起经过三十日即视为送达。提出答辩状和举证的期限 (566, 1702, 707, 1771)
notice-paragraph: 本院受理原告诉被告合同纠纷一案，因被告下落不明，依照《中华人民共和国民事诉讼法》之规定，向你公告送达起诉状副本、应诉通知书、举证通知书及开庭传票。自公告之日起经过三十日即视为送达。提出答辩状和举证的期限分别为公告期满后十五日内，并定于举证期满后第三日上午九时在本院第一法庭公开开庭审理，逾期将依法缺席判决。本院受理原告诉被告合同纠纷一案，因被告下落不明，依照《中华人民共和国 (55, 295, 196, 343)
notice-title: 广东省人民法院 (107, 1597, 143, 1603)
notice-title: 西安市人民法院 (618, 2073, 654, 2079)
notice-title: 湖南省人民法院 (955, 988, 991, 994)
notice-paragraph: 本院受理原告诉被告合同纠纷一案，因被告下落不明，依照《中华人民共和国民事诉讼法》之规定，向你公告送达起诉状副本、应诉通知书、举证通知书及开庭传票。自公告之日起经过三十日即视为送达。提出答辩状和举证的期限分别为公告期满后十五日内，并定于举证期满后第三日上午九时在本院第一法庭公开开庭审理，逾期将依法缺席判决。本院受理原告诉被告合同纠纷一案，因被告下落不明，依照《中华人民共和国民事诉讼法》之规定，向你公告送达起诉状副本、应诉通知书、举证通知书及开庭传票。自公告之日起经过三十日即视为送达。提出答辩状和举证的期限分别为公告期满后十五日内，并定于举证期满后第三日上午九时在本院第一法庭公开开庭审理，逾期将 (720, 1849, 861, 1925)
notice-title: 武汉仲裁委员会公告 (613, 1625, 659, 1631)
notice-paragraph: 本院受理原告诉被告合同纠纷一案，因被告下落不明，依照《中华人民共和国民事诉讼法》之规定，向你公告送达起诉状副本、应诉通知书、举证通知书及开庭传票。自公告之日起经过三十日即视为送达。提出答辩状和举证的期限分别为公告期满后十五日内，并定于举证期满后第三日上午九时在本院第一法庭公开开庭审理，逾期将依法缺席判决。本院受理原告诉被告合同纠纷一案，因被告下落不明，依照《中华人民共和国民事诉讼法》之规定，向你公告送达起诉状副本、应诉通知书、 (226, 358, 367, 413)
notice-paragraph: 本院受理原告诉被告合同纠纷一案，因被告下落不明，依照《中华人民共和国民事诉讼法》之规定，向你公告送达起诉状副本、应诉通知书、举证通知书及开庭传票。自公告之日起经过三十日即视为送达。提出答辩状和举证的期限分别为公告期满后十五日内，并定于举证期满后第三日上午九时在本院第一法庭公开开庭审理，逾期将依法缺席判决。本院受理原告诉被告合同纠纷一案，因被告下落不明，依照《中华人民共和国民事诉讼法》之规定，向你公告送达起诉状副本、应诉通知书、举证通知书及开庭传票。自公告之日起经过三十日即视为送达。提出答辩状和举证的期限分别为公告期满后十五日内，并定于举证期满后第三日上午九时在本院第一法庭公开开庭 (903, 1751, 1044, 1827)
notice-paragraph: 本院受理原告诉被告合同纠纷一案，因被告下落不明，依照《中华人民共和国民事诉讼法》之规定，向你公告送达起诉状副本、应诉通知书、举证通知书及开庭传票。自公告之日起经过三十日即视为送达。提出答辩状和举证的期限分别为公告期满后十五日内，并定于举证期满后第三日上午九时在本院第一法庭公开开庭审理，逾期将依法缺席判决。本院受理原告诉被告合同纠纷一案，因被告下落不明，依照《中华人民共和国民事诉讼法》之规定，向你公告送达起诉状副本、 (397, 2108, 538, 2163)
notice-title: 湖南省人民法院 (107, 1968, 143, 1974)
notice-title: 武汉仲裁委员会公告 (444, 183, 490, 189)
notice-title: 河北省人民法院 (278, 1646, 314, 1652)
notice-title: 遗失声明 (285, 1247, 306, 1253)
notice-paragraph: 本院受理原告诉被告合同纠纷一案，因被告下落不明，依照《中华人民共和国民事诉讼法》之规定，向你公告送达起诉状副本、应诉通知书、举证通知书及开庭传票。自公告之日起经过三十日即视为送达。提出答辩状和举证的期限分别为公告期满后十五日内，并定于举证期满后第三日上午九时在本院第一法庭公开开庭审理，逾期将依法缺席判决。本院受理原告诉被告合同纠纷一案，因被告下落不明，依照《中华人民共和国民事诉讼 (903, 736, 1044, 784)
notice-title: 河北省人民法院 (449, 652, 485, 658)
notice-title: 河北省人民法院 (618, 1303, 654, 1309)
notice-paragraph: 本院受理原告诉被告合同纠纷一案，因被告下落不明，依照《中华人民共和国民事诉讼法》之规定，向你公告送达起诉状副本、应诉通知书、举证通知书及开庭传票。自公告之日起经过三十日即视为送达。提出答辩状和举证的期限分别为公告期满后十五日内，并定于举证期满后第三日上午九时在本院第一法庭公开开庭审理，逾期将依法缺席判决。本院受理原告诉被告合同纠纷一案，因被告下落不明，依照《中华人民共和国民事诉讼法》之规定，向你公告送达起诉状副本、应诉通知书、举证通知书及开庭传票。自公告之日起经过三十日即 (55, 1667, 196, 1729)
notice-paragraph: 本院受理原告诉被告合同纠纷一案，因被告下落不明，依照《中华人民共和国民事诉讼法》之规定，向你公告送达起诉状副本、应诉通知书、举证通知书及开庭传票。自公告之日起经过三十日即视为送达。提出答辩状和举证的期限分别为公告期满后十五日内，并定于举证期满后第三日上午九时在本院第一法庭公开开庭审理，逾期将依法缺席判决。本院受理原告诉被告合同纠纷一案，因被告下落不明，依照《中华人民共和国民事诉讼法》之规定，向你公告送达起诉状副本、应诉通知书、举证通知书及开庭传票。自公告之日起经过三十日即视为送达。提出答辩状 (720, 1618, 861, 1680)
notice-title: 遗失声明 (779, 694, 800, 700)
notice-title: 河北省人民法院 (107, 232, 143, 238)
notice-title: 江苏省人民法院 (618, 512, 654, 518)
notice-paragraph: 本院受理原告诉被告合同纠纷一案，因被告下落不明，依照《中华人民共和国民事诉讼法》之规定，向你公告送达起诉状副本、应诉通知书、举证通知书及开庭传票。自公告之日起经过三十日即视为送达。提出答辩状和举证的期限分别为公告期满后十五日内，并定于举证期满后第三日上午九时在本院第一法庭公开开庭审理，逾期将依法缺席判决。本院受理原告诉被告合同纠纷一案，因 (55, 2024, 196, 2072)
notice-paragraph: 本院受理原告诉被告合同纠纷一案，因被告下落不明，依照《中华人民共和国民事诉讼法》之规定，向你公告送达起诉状副本、应诉通知书、举证通知书及开庭传票。自公告之日起经过三十日即视为送达。提出答辩状和举证的期限分别为公告期满后十五日内，并定于举证期满后第三日上午九时在本院第一法庭公开开庭审理，逾期将依法缺席判决。本院受理原告诉被告合同纠纷一案，因被告下落不明，依照《中华人民共和国民事诉讼法》之规定，向你公告送达起诉状副本、应诉通知书、举证通知书及开庭传票。自公告之日起经过三十日即视为送达。提出答辩状和举证的期限分别为公告期满后十五日内，并定于举证 (55, 1814, 196, 1883)
notice-paragraph: 本院受理原告诉被告合同纠纷一案，因被告下落不明，依照《中华人民共和国民事诉讼法》之规定，向你公告送达起诉状副本、应诉通知书、举证通知书及开庭传票。自公告之日起经过三十日即视为送达。提出答辩状和举证的期限分别为公告期满后十五日内，并定于举证期满后第三日上午九时在本院第一法庭公开开庭审理，逾期将依法缺席判决。本院受理原告诉被告合同纠纷一案，因被告下落不明，依照《中华人民共和国民事诉讼法》之规定，向你公告送达起诉状副本、应诉通知书、举证通知书及开庭传票。自公告之日起经过三十日即视为送达。提出答辩状和举证的期限分别为公告期满后十五日 (720, 1688, 861, 1757)
notice-title: 遗失声明 (114, 617, 135, 623)
notice-title: 河北省人民法院 (772, 246, 808, 252)
notice-paragraph: 本院受理原告诉被告合同纠纷一案，因被告下落不明，依照《中华人民共和国民事诉讼法》之规定，向你公告送达起诉状副本、应诉通知书、举证通知书及开庭传票。自公告之日起经过三十日即视为送达。提出答辩状和举证的期限分别为公告期满后十五日内，并定于举证期满后第三日上午九时在本院第一法庭公开开庭审理，逾期将依法缺席判决。本院受理原告诉被告合同纠纷一案，因被告下落不明，依照《中华人民共和国民事诉讼法》之规定，向你公告送达起诉状副本、应诉通知书、举证通知书及开庭传票。自公告之日起经过三十日即 (55, 1072, 196, 1134)
notice-paragraph: 本院受理原告诉被告合同纠纷一案，因被告下落不明，依照《中华人民共和国民事诉讼法》之规定，向你公告送达起诉状副本、应诉通知书、举证通知书及开庭传票。自公告之日起经过三十日即视为送达。提出答辩状和举证的期限分别为公告期满后十五日内，并定于举证期满后第三日上午九时在本院第一法庭公开开庭审理，逾期将依法缺席判决。本院受理原告诉被告合同纠纷一案，因被告下落不明，依照《中华人民共和 (566, 820, 707, 868)
